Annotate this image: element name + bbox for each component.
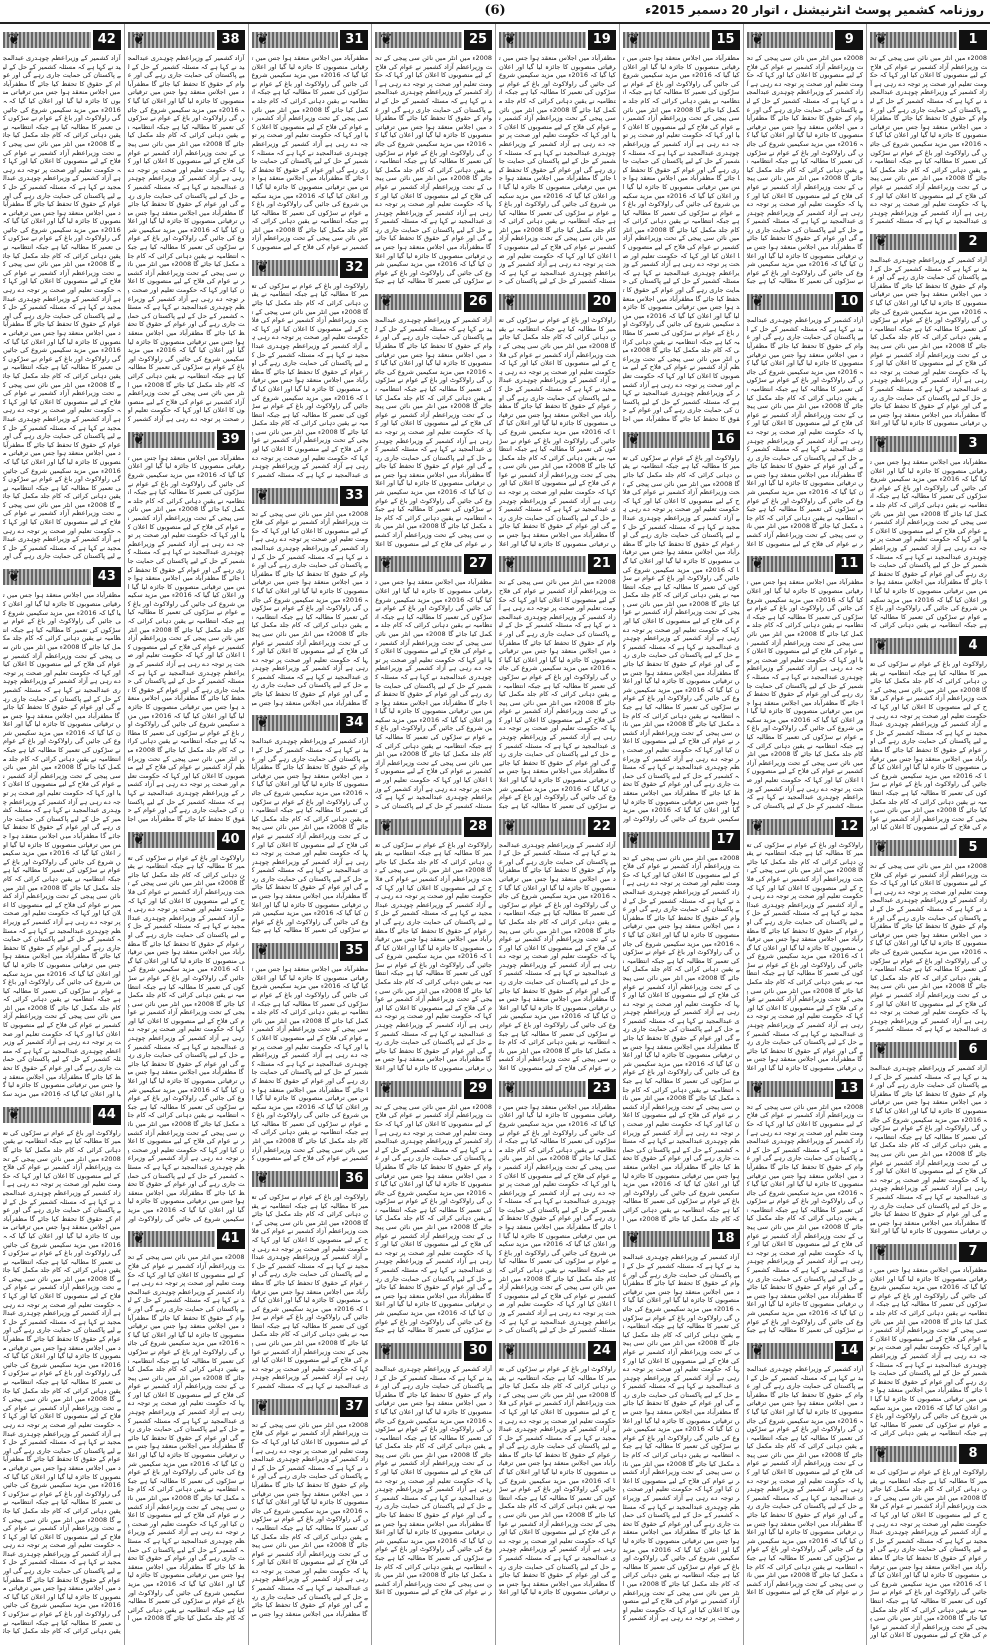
section-header	[623, 429, 740, 451]
section-number-badge: 23	[588, 1079, 616, 1099]
section-header	[747, 1078, 864, 1100]
section-header	[870, 1241, 987, 1263]
leaf-ornament-icon: ❦	[7, 30, 21, 48]
leaf-ornament-icon: ❦	[503, 292, 517, 311]
article-text: 2008ء میں انٹر میں نائن سی پیجی کے تحت وزیراعظم آزاد کشمیر نے عوام کی فلاح کے لیے منصوبوں کا اعلان کیا اور کہا کہ حکومت تعلیم اور صحت پر توجہ دے رہی ہے آزاد کشمیر کے وزیراعظم چوہدری عبدالمجید نے کہا ہے کہ مسئلہ کشمیر کے حل کے لیے پاکستان کی حمایت جاری رہے گی اور عوام کے حقوق کا تحفظ کیا جائے گا مظفرآباد میں اجلاس منعقد ہوا جس میں ترقیاتی منصوبوں کا جائزہ لیا گیا اور اعلان کیا گیا کہ 2016ء میں مزید سکیمیں شروع کی جائیں گی راولاکوٹ اور باغ کے عوام نے سڑکوں کی تعمیر کا مطالبہ کیا ہے جبکہ انتظامیہ نے یقین دہانی کرائی کہ کام جلد مکمل کیا جائے گا 2008ء میں انٹر میں نائن سی پیجی کے تحت وزیراعظم آزاد کشمیر نے عوام کی فلاح کے لیے منصوبوں کا اعلان کیا اور کہا کہ حکومت تعلیم اور صحت پر توجہ دے رہی ہے آزاد کشمیر کے وزیراعظم چوہدری عبدالمجید نے کہا ہے کہ مسئلہ کشمیر کے حل کے لیے پاکستان کی حمایت جاری رہے گی اور عوام کے حقوق کا تحفظ کیا جائے گا مظفرآباد میں اجلاس منعقد ہوا جس میں ترقیاتی منصوبوں کا جائزہ لیا گیا اور اعلان کیا گیا کہ 2016ء میں مزید سکیمیں شروع کی جائیں گی راولاکوٹ اور باغ کے عوام نے سڑکوں کی تعمیر کا مطالبہ کیا ہے جبک	[375, 54, 492, 286]
news-column-1	[866, 24, 990, 1645]
section-number-badge: 2	[959, 232, 987, 252]
section-number-badge: 3	[959, 434, 987, 454]
leaf-ornament-icon: ❦	[874, 636, 888, 654]
section-number-badge: 27	[464, 554, 492, 574]
section-header	[499, 816, 616, 838]
section-rule-bar	[252, 943, 339, 959]
leaf-ornament-icon: ❦	[503, 1078, 517, 1097]
section-number-badge: 38	[217, 30, 245, 50]
leaf-ornament-icon: ❦	[132, 829, 146, 848]
section-number-badge: 15	[712, 30, 740, 50]
section-number-badge: 4	[959, 636, 987, 656]
leaf-ornament-icon: ❦	[503, 816, 517, 835]
leaf-ornament-icon: ❦	[627, 1229, 641, 1248]
article-text: 2008ء میں انٹر میں نائن سی پیجی کے تحت وزیراعظم آزاد کشمیر نے عوام کی فلاح کے لیے منصوبوں کا اعلان کیا اور کہا کہ حکومت تعلیم اور صحت پر توجہ دے رہی ہے آزاد کشمیر کے وزیراعظم چوہدری عبدالمجید نے کہا ہے کہ مسئلہ کشمیر کے حل کے لیے پاکستان کی حمایت جاری رہے گی اور عوام کے حقوق کا تحفظ کیا جائے گا مظفرآباد میں اجلاس منعقد ہوا جس میں ترقیاتی منصوبوں کا جائزہ لیا گیا اور اعلان کیا گیا کہ 2016ء میں مزید سکیمیں شروع کی جائیں گی راولاکوٹ اور باغ کے عوام نے سڑکوں کی تعمیر کا مطالبہ کیا ہے جبکہ انتظامیہ نے یقین دہانی کرائی کہ کام جلد مکمل کیا جائے گا 2008ء میں انٹر میں نائن سی پیجی کے تحت وزیراعظم آزاد کشمیر نے عوام کی فلاح کے لیے منصوبوں کا اعلان کیا اور کہا کہ حکومت تعلیم اور صحت پر توجہ دے رہی ہے آزاد کشمیر کے وزیراعظم چوہدری عبدالمجید نے کہا ہے کہ مسئلہ کشمیر کے حل کے لیے پاکستان کی حمایت جاری رہے گی اور عوام کے حقوق کا تحفظ کیا جائے گا مظفرآباد میں اجلاس منعقد ہوا جس میں ترقیاتی منصوبوں کا جائزہ لیا گیا اور اعلان کیا گیا کہ 2016ء میں مزید سکیمیں شروع کی جائیں گی راولاکوٹ اور باغ کے عوام نے سڑکوں کی تعمیر کا مطالبہ کیا ہے جبکہ انتظامیہ نے یقین دہانی کرائی کہ کام جلد مکمل کیا جائے گا 2008ء میں انٹر میں نائن سی پیجی کے تحت وزیراعظم آزاد کشمیر نے عوام کی فلاح کے لیے منصوبوں کا اعلان کیا اور کہا کہ حکومت تعلیم اور صحت پر توجہ دے رہی ہے آزاد کشمیر کے وزیراعظم چوہدری عبدالمجید نے کہا ہے کہ مسئلہ کشمیر کے حل کے لیے پاکستان کی حمایت جاری رہے گی اور عوام کے حقوق کا تحفظ کیا جائے گا مظفرآباد میں اجلاس منعقد ہوا جس میں ترقیاتی منصوبوں کا جائزہ لیا گیا اور اعلان کیا گیا کہ 2016ء میں مزید سکیمیں شروع کی جائیں گی راولاکوٹ اور باغ کے عوام نے سڑکوں کی تعمیر کا مطالبہ کیا ہے جبکہ انتظامیہ نے یقین دہانی کرائی کہ کام جلد مکمل کیا جائے گا 2008ء میں ا	[622, 853, 740, 1223]
news-column-5	[371, 24, 495, 1645]
section-number-badge: 17	[712, 830, 740, 850]
section-header	[3, 29, 121, 51]
news-column-4	[495, 24, 619, 1645]
section-number-badge: 12	[835, 817, 863, 837]
section-rule-bar	[870, 1446, 957, 1462]
section-rule-bar	[3, 1104, 91, 1123]
section-rule-bar	[870, 1042, 957, 1058]
leaf-ornament-icon: ❦	[379, 816, 393, 835]
section-rule-bar	[375, 32, 462, 48]
article-text: آزاد کشمیر کے وزیراعظم چوہدری عبدالمجید نے کہا ہے کہ مسئلہ کشمیر کے حل کے لیے پاکستان کی حمایت جاری رہے گی اور عوام کے حقوق کا تحفظ کیا جائے گا مظفرآباد میں اجلاس منعقد ہوا جس میں ترقیاتی منصوبوں کا جائزہ لیا گیا اور اعلان کیا گیا کہ 2016ء میں مزید سکیمیں شروع کی جائیں گی راولاکوٹ اور باغ کے عوام نے سڑکوں کی تعمیر کا مطالبہ کیا ہے جبکہ انتظامیہ نے یقین دہانی کرائی کہ کام جلد مکمل کیا جائے گا 2008ء میں انٹر میں نائن سی پیجی کے تحت وزیراعظم آزاد کشمیر نے عوام کی فلاح کے لیے منصوبوں کا اعلان کیا اور کہا کہ حکومت تعلیم اور صحت پر توجہ دے رہی ہے آزاد کشمیر کے وزیراعظم چوہدری عبدالمجید نے کہا ہے کہ مسئلہ کشمیر کے حل کے لیے پاکستان کی حمایت جاری رہے گی اور عوام کے حقوق کا تحفظ کیا جائے گا مظفرآباد میں اجلاس منعقد ہوا جس میں ترقیاتی منصوبوں کا جائزہ لیا گیا اور اعلا	[870, 1064, 987, 1236]
section-rule-bar	[623, 429, 710, 448]
section-rule-bar	[3, 32, 91, 48]
section-rule-bar	[870, 1244, 957, 1260]
article-text: مظفرآباد میں اجلاس منعقد ہوا جس میں ترقیاتی منصوبوں کا جائزہ لیا گیا اور اعلان کیا گیا کہ 2016ء میں مزید سکیمیں شروع کی جائیں گی راولاکوٹ اور باغ کے عوام نے سڑکوں کی تعمیر کا مطالبہ کیا ہے جبکہ انتظامیہ نے یقین دہانی کرائی کہ کام جلد مکمل کیا جائے گا 2008ء میں انٹر میں نائن سی پیجی کے تحت وزیراعظم آزاد کشمیر نے عوام کی فلاح کے لیے منصوبوں کا اعلان کیا اور کہا کہ حکومت تعلیم اور صحت پر توجہ دے رہی ہے آزاد کشمیر کے وزیراعظم چوہدری عبدالمجید نے کہا ہے کہ مسئلہ کشمیر کے حل کے لیے پاکستان کی حمایت جاری رہے گی اور عوام کے حقوق کا تحفظ کیا جائے گا مظفرآباد میں اجلاس منعقد ہوا جس میں ترقیاتی منصوبوں کا جائزہ لیا گیا اور اعلان کیا گیا کہ 2016ء میں مزید سکیمیں شروع کی جائیں گی راولاکوٹ اور باغ کے عوام نے سڑکوں کی تعمیر کا مطالبہ کیا ہے جبکہ انتظامیہ نے یقین دہانی کرائی کہ کام جلد مکمل کیا جائے گا 2008ء میں انٹر میں نائن سی پیجی کے تحت وزیراعظم آزاد کشمیر نے عوام کی فلاح کے لیے منصوبوں کا اعلان کیا اور کہا کہ حکومت تعلیم اور صحت پر توجہ دے رہی ہے آزاد کشمیر کے وزیراعظم چوہدری عبدالمجید نے کہا ہے کہ مسئلہ کشمیر کے حل کے لیے پاکستان کی حمایت جاری رہے گی اور عوام کے حقوق کا تحفظ کیا جائے گا مظفرآباد میں اجلاس منعقد ہوا جس میں ترقیاتی منصوبوں کا جائزہ لیا گیا اور اعلان کیا گیا کہ 2016ء میں مزید سکیمیں شروع کی جائیں گی راولاکوٹ اور باغ کے عوام نے سڑکوں کی تعمیر کا مطالبہ کیا ہے جبکہ انتظامیہ نے یقین دہانی کرائی کہ کام جلد مکمل کیا جائے گا 2008ء میں انٹر میں نائن سی پیجی کے تحت وزیراعظم آزاد کشمیر نے عوام کی فلاح کے لیے منصوبوں کا اعلان کیا اور کہا کہ حکومت تعلیم اور صحت پر توجہ دے رہی ہے آزاد کشمیر کے وزیراعظم چوہدری عبدالمجید نے کہا ہے کہ مسئلہ کشمیر کے حل کے لیے پاکستان کی حمایت جاری رہے گی اور عوام کے حقوق کا تحفظ کیا جائے گا مظفرآباد میں اجل	[622, 54, 740, 423]
section-rule-bar	[375, 1078, 462, 1097]
section-number-badge: 18	[712, 1229, 740, 1249]
section-header	[252, 1168, 369, 1190]
page-header	[0, 0, 990, 24]
article-text: آزاد کشمیر کے وزیراعظم چوہدری عبدالمجید نے کہا ہے کہ مسئلہ کشمیر کے حل کے لیے پاکستان کی حمایت جاری رہے گی اور عوام کے حقوق کا تحفظ کیا جائے گا مظفرآباد میں اجلاس منعقد ہوا جس میں ترقیاتی منصوبوں کا جائزہ لیا گیا اور اعلان کیا گیا کہ 2016ء میں مزید سکیمیں شروع کی جائیں گی راولاکوٹ اور باغ کے عوام نے سڑکوں کی تعمیر کا مطالبہ کیا ہے جبکہ انتظامیہ نے یقین دہانی کرائی کہ کام جلد مکمل کیا جائے گا 2008ء میں انٹر میں نائن سی پیجی کے تحت وزیراعظم آزاد کشمیر نے عوام کی فلاح کے لیے منصوبوں کا اعلان کیا اور کہا کہ حکومت تعلیم اور صحت پر توجہ دے رہی ہے آزاد کشمیر کے وزیراعظم چوہدری عبدالمجید نے کہا ہے کہ مسئلہ کشمیر کے حل کے لیے پاکستان کی حمایت جاری رہے گی اور عوام کے حقوق کا تحفظ کیا جائے گا مظفرآباد میں اجلاس منعقد ہوا جس میں ترقیاتی منصوبوں کا جائزہ لیا گیا اور اعلان کیا گیا کہ 2016ء میں مزید سکیمیں شروع کی جائیں گی راولاکوٹ اور باغ کے عوام نے سڑکوں کی تعمیر کا مطالبہ کیا ہے جبکہ انتظامیہ نے یقین دہانی کرائی کہ کام جلد مکمل کیا جائے گا 2008ء میں انٹر میں نائن سی پیجی کے تحت وزیراعظم آزاد کشمیر نے عوام کی فلاح کے لیے منصوبوں کا اعلا	[746, 1364, 864, 1597]
section-header	[499, 1078, 616, 1100]
section-number-badge: 37	[340, 1397, 368, 1417]
section-number-badge: 13	[835, 1079, 863, 1099]
section-header	[3, 566, 121, 588]
page-number: (6)	[484, 3, 506, 18]
section-header	[128, 429, 245, 451]
article-text: راولاکوٹ اور باغ کے عوام نے سڑکوں کی تعمیر کا مطالبہ کیا ہے جبکہ انتظامیہ نے یقین دہانی کرائی کہ کام جلد مکمل کیا جائے گا 2008ء میں انٹر میں نائن سی پیجی کے تحت وزیراعظم آزاد کشمیر نے عوام کی فلاح کے لیے منصوبوں کا اعلان کیا اور کہا کہ حکومت تعلیم اور صحت پر توجہ دے رہی ہے آزاد کشمیر کے وزیراعظم چوہدری عبدالمجید نے کہا ہے کہ مسئلہ کشمیر کے حل کے لیے پاکستان کی حمایت جاری رہے گی اور عوام کے حقوق کا تحفظ کیا جائے گا مظفرآباد میں اجلاس منعقد ہوا جس میں ترقیاتی منصوبوں کا جائزہ لیا گیا اور اعلان کیا گیا کہ 2016ء میں مزید سکیمیں شروع کی جائیں گی راولاکوٹ اور باغ کے عوام نے سڑکوں کی تعمیر کا مطالبہ کیا ہے جبکہ انتظامیہ نے یقین دہانی کرائی کہ کام جلد مکمل کیا جائے گا 2008ء میں انٹر میں نائن سی پیجی کے تحت وزیراعظم آزاد کشمیر نے عوام کی فلاح کے لیے منصوبوں کا اعلان کیا اور کہا کہ حکومت تعلیم اور صحت پر توجہ دے رہی ہے آزاد کشمیر کے وزیراعظم چوہدری عبدالمجید نے کہا ہے کہ مسئلہ کشمیر کے حل کے لیے پاکستان کی حمایت جاری رہے گی اور عوام کے حقوق کا تحفظ کیا جائے گا مظفرآباد میں اجلاس منعقد ہوا جس میں ترقیاتی منصوبوں کا جائزہ لیا گیا اور اعلان کیا گیا کہ 2016ء میں مزید سکیمیں شروع کی جائیں گی راولاکوٹ اور باغ کے عوام نے سڑکوں کی تعمیر کا مطالبہ کیا ہے جبکہ انتظامیہ نے یقین دہانی کرائی کہ کام جلد مکمل کیا جائے گا 2008ء میں انٹر میں نائن سی پیجی کے تحت وزیراعظم آزاد کشمیر نے عوام کی فلاح کے لیے منصوبوں کا اعلان کیا اور کہا کہ حکومت تعلیم اور صحت پر توجہ دے رہی ہے آزاد کشمیر کے وزیراعظم چوہدری عبدالمجید نے کہا ہے کہ مسئلہ کشمیر کے حل کے لیے پاکستان کی حمایت جاری رہے گی اور عوام کے حقوق کا تحفظ کیا جائے گا مظفرآباد میں اجلاس منعقد ہوا جس میں ترقیاتی منصوبوں کا جائزہ لیا گیا اور اعلان کیا گیا کہ 2016ء میں مزید سکیمیں شروع کی جائیں گی راولاکوٹ اور باغ کے عوام نے سڑکوں کی تعمیر کا مطالبہ کیا ہے جبکہ انتظامیہ نے یقین دہانی کرائی کہ کام جلد مکمل کیا جائے گا 2008ء میں انٹر میں نائن سی پیجی کے تحت وزیراعظم آزاد کشمیر نے عوام کی فلاح کے لیے منصوبوں کا اعلان کیا اور کہا کہ حکومت تعلیم اور صحت پر توجہ دے رہی ہے آزاد کشمیر کے وزیراعظم چوہدری عبدالمجید نے کہا ہے کہ مسئلہ کشمیر کے حل کے لیے پاکستان کی حمایت جاری رہے گی اور عوام کے حقوق کا تحفظ کیا جائے گا مظفرآباد میں اجلاس منعقد ہوا جس میں ترقیاتی منصوبوں کا جائزہ لیا گیا اور اعلان کیا گیا کہ 2016ء میں مزید سکیمیں شروع کی جائیں گی راولاکوٹ اور باغ کے عوام نے سڑکوں کی تعمیر کا مطالبہ کیا ہے جبکہ انتظامیہ نے یقین دہانی کرائی کہ کام جلد مکمل کیا جائ	[3, 1128, 121, 1636]
leaf-ornament-icon: ❦	[7, 567, 21, 586]
section-header	[252, 485, 369, 507]
news-column-3	[619, 24, 743, 1645]
section-rule-bar	[747, 1078, 834, 1097]
section-number-badge: 5	[959, 838, 987, 858]
article-text: 2008ء میں انٹر میں نائن سی پیجی کے تحت وزیراعظم آزاد کشمیر نے عوام کی فلاح کے لیے منصوبوں کا اعلان کیا اور کہا کہ حکومت تعلیم اور صحت پر توجہ دے رہی ہے آزاد کشمیر کے وزیراعظم چوہدری عبدالمجید نے کہا ہے کہ مسئلہ کشمیر کے حل کے لیے پاکستان کی حمایت جاری رہے گی اور عوام کے حقوق کا تحفظ کیا جائے گا مظفرآباد میں اجلاس منعقد ہوا جس میں ترقیاتی منصوبوں کا جائزہ لیا گیا اور اعلان کیا گیا کہ 2016ء میں مزید سکیمیں شروع کی جائیں گی راولاکوٹ اور باغ کے عوام نے سڑکوں کی تعمیر کا مطالبہ کیا ہے جبکہ انتظامیہ نے یقین دہانی کرائی کہ کام جلد مکمل کیا جائے گا 2008ء میں انٹر میں نائن سی پیجی کے تحت وزیراعظم آزاد کشمیر نے عوام کی فلاح کے لیے منصوبوں کا اعلان کیا اور کہا کہ حکومت تعلیم اور صحت پر توجہ دے رہی ہے آزاد کشمیر کے وزیراعظم چوہدری عبدالمجید نے کہا ہے کہ مسئلہ کشمیر کے حل کے لیے پاکستان کی حمایت جاری رہے گی اور عوام کے حقوق کا تحفظ کیا جائے گا مظفرآباد میں اجلاس منعقد ہوا جس می	[251, 509, 369, 707]
article-text: 2008ء میں انٹر میں نائن سی پیجی کے تحت وزیراعظم آزاد کشمیر نے عوام کی فلاح کے لیے منصوبوں کا اعلان کیا اور کہا کہ حکومت تعلیم اور صحت پر توجہ دے رہی ہے آزاد کشمیر کے وزیراعظم چوہدری عبدالمجید نے کہا ہے کہ مسئلہ کشمیر کے حل کے لیے پاکستان کی حمایت جاری رہے گی اور عوام کے حقوق کا تحفظ کیا جائے گا مظفرآباد میں اجلاس منعقد ہوا جس میں ترقیاتی منصوبوں کا جائزہ لیا گیا اور اعلان کیا گیا کہ 2016ء میں مزید سکیمیں شروع کی جائیں گی راولاکوٹ اور باغ کے عوام نے سڑکوں کی تعمیر کا مطالبہ کیا ہے جبکہ انتظامیہ نے یقین دہانی کرائی کہ کام جلد مکمل کیا جائے گا 2008ء میں انٹر میں نائن سی پیجی کے تحت وزیراعظم آزاد کشمیر نے عوام کی فلاح کے لیے منصوبوں کا اعلان کیا اور کہا کہ حکومت تعلیم اور صحت پر توجہ دے رہی ہے آزاد کشمیر کے وزیراعظم چوہدری عبدالمجید نے کہا ہے کہ مسئلہ کشمیر کے حل کے لیے پاکستان کی حمایت جاری رہے گی اور عوام کے حقوق کا تحفظ کیا جائے گا مظفرآباد میں اجلاس منعقد ہوا جس میں ترقیاتی منصوبوں کا جائزہ لیا گیا اور اعلان کیا گیا کہ 2016ء میں مزید سکیمیں شروع کی جائیں گی راولاکوٹ اور باغ کے عوام نے سڑکوں کی تعمیر کا مطالبہ کیا ہے جبکہ انتظامیہ نے یقین دہانی کرائی کہ کام جلد مکمل کیا جائے گا 2008ء میں انٹر میں نائن سی پیجی کے تحت وزیراعظم آزاد کشمیر نے عوام کی فلاح کے لیے منصوبوں کا اعلان کیا اور کہا کہ حکومت تعلیم اور صحت پر توجہ دے رہی ہے آزاد کشمیر کے وزیراعظم چوہدری عبدالمجید نے کہا ہے کہ مسئلہ کشمیر کے حل کے لیے پاکستان کی حمایت جاری رہے گی اور عوام کے حقوق کا تحفظ کیا جائے گا مظفرآباد میں اجلاس منعقد ہوا جس میں ترقیاتی منصوبوں کا جائزہ لیا گیا اور اعلان کیا گیا کہ 2016ء میں مزید سکیمیں شروع کی جائیں گی راولاکوٹ اور باغ کے عوام نے سڑکوں کی تعمیر کا مطالبہ کیا ہے جبکہ انتظامیہ نے یقین دہانی کرائی کہ کام جلد مکمل کیا جائے گا 2008ء میں ا	[127, 1253, 245, 1623]
section-rule-bar	[252, 485, 339, 504]
leaf-ornament-icon: ❦	[379, 1078, 393, 1097]
news-column-8	[0, 24, 124, 1645]
leaf-ornament-icon: ❦	[627, 829, 641, 848]
section-number-badge: 20	[588, 292, 616, 312]
section-header	[747, 553, 864, 575]
news-column-7	[124, 24, 248, 1645]
section-number-badge: 24	[588, 1341, 616, 1361]
leaf-ornament-icon: ❦	[874, 434, 888, 452]
article-text: مظفرآباد میں اجلاس منعقد ہوا جس میں ترقیاتی منصوبوں کا جائزہ لیا گیا اور اعلان کیا گیا کہ 2016ء میں مزید سکیمیں شروع کی جائیں گی راولاکوٹ اور باغ کے عوام نے سڑکوں کی تعمیر کا مطالبہ کیا ہے جبکہ انتظامیہ نے یقین دہانی کرائی کہ کام جلد مکمل کیا جائے گا 2008ء میں انٹر میں نائن سی پیجی کے تحت وزیراعظم آزاد کشمیر نے عوام کی فلاح کے لیے منصوبوں کا اعلان کیا اور کہا کہ حکومت تعلیم اور صحت پر توجہ دے رہی ہے آزاد کشمیر کے وزیراعظم چوہدری عبدالمجید نے کہا ہے کہ مسئلہ کشمیر کے حل کے لیے پاکستان کی حمایت جاری رہے گی اور عوام کے حقوق کا تحفظ کیا جائے گا مظفرآباد میں اجلاس منعقد ہوا جس میں ترقیاتی منصوبوں کا جائزہ لیا گیا اور اعلان کیا گیا کہ 2016ء میں مزید سکیمیں شروع کی جائیں گی راولاکوٹ اور باغ کے عوام نے سڑکوں کی تعمیر کا مطالبہ کیا ہے جبکہ انتظامیہ نے یقین دہانی کرائی کہ کام جلد مکمل کیا جائے گا 2008ء میں انٹر میں نائن سی پیجی کے تحت وزیراعظم آزاد کشمیر نے عوام کی فلاح کے لیے منصوبوں کا اعلان کیا اور کہا کہ حکومت تعلیم اور صحت پر توجہ دے رہی ہے آزاد کشمیر کے وزیراعظم چوہدری عبدالمجید نے کہا ہے کہ مسئلہ کشمیر کے حل کے لیے پاکستان کی ح	[746, 578, 864, 810]
article-text: راولاکوٹ اور باغ کے عوام نے سڑکوں کی تعمیر کا مطالبہ کیا ہے جبکہ انتظامیہ نے یقین دہانی کرائی کہ کام جلد مکمل کیا جائے گا 2008ء میں انٹر میں نائن سی پیجی کے تحت وزیراعظم آزاد کشمیر نے عوام کی فلاح کے لیے منصوبوں کا اعلان کیا اور کہا کہ حکومت تعلیم اور صحت پر توجہ دے رہی ہے آزاد کشمیر کے وزیراعظم چوہدری عبدالمجید نے کہا ہے کہ مسئلہ کشمیر کے حل کے لیے پاکستان کی حمایت جاری رہے گی اور عوام کے حقوق کا تحفظ کیا جائے گا مظفرآباد میں اجلاس منعقد ہوا جس میں ترقیاتی منصوبوں کا جائزہ لیا گیا اور اعلان کیا گیا کہ 2016ء میں مزید سکیمیں شروع کی جائیں گی راولاکوٹ اور باغ کے عوام نے سڑکوں کی تعمیر کا مطالبہ کیا ہے جبکہ انتظامیہ نے یقین دہانی کرائی کہ کام جلد مکمل کیا جائے گا 2008ء میں انٹر میں نائن سی پیجی کے تحت وزیراعظم آزاد کشمیر نے عوام کی فلاح کے لیے منصوبوں کا اعلان کیا اور کہا کہ حکومت تعلیم اور صحت پر توجہ دے رہی ہے آزاد کشمیر کے وزیراعظم چوہدری عبدالمجید نے کہا ہے کہ مسئلہ کشمیر کے حل کے لیے پاکستان کی حمایت جاری رہے گی اور عوام کے حقوق کا تحفظ کیا جائے گا مظفرآباد میں اجلاس منعقد ہوا جس میں ترقیاتی منصوبوں کا جائزہ لیا گیا اور اعلان کیا گیا کہ 2016ء میں مزید سکیمیں شروع کی جائیں گی راولاکوٹ اور باغ کے عوام نے سڑکوں کی تعمیر کا مطالبہ کیا ہے جبکہ انتظامیہ نے یقین دہانی کرائی کہ کام جلد مکمل کیا جائے گا 2008ء میں انٹر میں نائن سی پیجی کے تحت وزیراعظم آزاد کشمیر نے عوام کی فلاح کے لیے منصوبوں کا اعلان کیا اور کہا کہ حکومت تعلیم اور صحت پر توجہ دے رہی ہے آزاد کشمیر کے وزیراعظم چوہدری عبدالمجید نے کہا ہے کہ مسئلہ کشمیر کے حل کے لیے پاکستان کی حمایت جاری رہے گی اور عوام کے حقوق کا تحفظ کیا جائے گا مظفرآباد میں اجلاس منعقد ہوا جس میں ترقیاتی منصوبوں کا جائزہ لیا گیا اور اعلان کیا گیا کہ 2016ء میں مزید سکیمیں شروع کی جائیں گی راولاکوٹ اور	[127, 853, 245, 1223]
leaf-ornament-icon: ❦	[256, 941, 269, 960]
section-header	[499, 1340, 616, 1362]
article-text: راولاکوٹ اور باغ کے عوام نے سڑکوں کی تعمیر کا مطالبہ کیا ہے جبکہ انتظامیہ نے یقین دہانی کرائی کہ کام جلد مکمل کیا جائے گا 2008ء میں انٹر میں نائن سی پیجی کے تحت وزیراعظم آزاد کشمیر نے عوام کی فلاح کے لیے منصوبوں کا اعلان کیا اور کہا کہ حکومت تعلیم اور صحت پر توجہ دے رہی ہے آزاد کشمیر کے وزیراعظم چوہدری عبدالمجید نے کہا ہے کہ مسئلہ کشمیر کے حل کے لیے پاکستان کی حمایت جاری رہے گی اور عوام کے حقوق کا تحفظ کیا جائے گا مظفرآباد میں اجلاس منعقد ہوا جس میں ترقیاتی منصوبوں کا جائزہ لیا گیا اور اعلان کیا گیا کہ 2016ء میں مزید سکیمیں شروع کی جائیں گی راولاکوٹ اور باغ کے عوام نے سڑکوں کی تعمیر کا مطالبہ کیا ہے جبکہ انتظامیہ نے یقین دہانی کرائی کہ کام جلد مکمل کیا جائے گا 2008ء میں انٹر میں نائن سی پیجی کے تحت وزیراعظم آزاد کشمیر نے عوام کی فلاح کے لیے منصوبوں کا اعلان کیا اور کہا کہ حکومت تعلیم اور صحت پر توجہ دے رہی ہے آزاد کشمیر کے وزیراعظم چوہدری عبدالمجید نے کہا ہے کہ مسئلہ کشمیر کے حل کے لیے پاکستان کی حمایت جاری رہے گی اور عوام کے حقوق کا تحفظ کیا جائے گا مظفرآباد میں اجلاس منعقد ہوا جس میں ترقیاتی منصوبوں کا جائزہ لیا گیا اور اعلا	[375, 840, 492, 1072]
article-text: 2008ء میں انٹر میں نائن سی پیجی کے تحت وزیراعظم آزاد کشمیر نے عوام کی فلاح کے لیے منصوبوں کا اعلان کیا اور کہا کہ حکومت تعلیم اور صحت پر توجہ دے رہی ہے آزاد کشمیر کے وزیراعظم چوہدری عبدالمجید نے کہا ہے کہ مسئلہ کشمیر کے حل کے لیے پاکستان کی حمایت جاری رہے گی اور عوام کے حقوق کا تحفظ کیا جائے گا مظفرآباد میں اجلاس منعقد ہوا جس میں ترقیاتی منصوبوں کا جائزہ لیا گیا اور اعلان کیا گیا کہ 2016ء میں مزید سکیمیں شروع کی جائیں گی راولاکوٹ اور باغ کے عوام نے سڑکوں کی تعمیر کا مطالبہ کیا ہے جبکہ انتظامیہ نے یقین دہانی کرائی کہ کام جلد مکمل کیا جائے گا 2008ء میں انٹر میں نائن سی پیجی کے تحت وزیراعظم آزاد کشمیر نے عوام کی فلاح کے لیے منصوبوں کا اعلان کیا اور کہا کہ حکومت تعلیم اور صحت پر توجہ دے رہی ہے آزاد کشمیر کے وزیراعظم چوہدری عبدالمجید نے کہا ہے کہ مسئلہ کشمیر ک	[870, 54, 987, 226]
section-number-badge: 32	[340, 258, 368, 278]
section-header	[747, 816, 864, 838]
leaf-ornament-icon: ❦	[874, 1040, 888, 1058]
article-text: مظفرآباد میں اجلاس منعقد ہوا جس میں ترقیاتی منصوبوں کا جائزہ لیا گیا اور اعلان کیا گیا کہ 2016ء میں مزید سکیمیں شروع کی جائیں گی راولاکوٹ اور باغ کے عوام نے سڑکوں کی تعمیر کا مطالبہ کیا ہے جبکہ انتظامیہ نے یقین دہانی کرائی کہ کام جلد مکمل کیا جائے گا 2008ء میں انٹر میں نائن سی پیجی کے تحت وزیراعظم آزاد کشمیر نے عوام کی فلاح کے لیے منصوبوں کا اعلان کیا اور کہا کہ حکومت تعلیم اور صحت پر توجہ دے رہی ہے آزاد کشمیر کے وزیراعظم چوہدری عبدالمجید نے کہا ہے کہ مسئلہ کشمیر کے حل کے لیے پاکستان کی حمایت جاری رہے گی اور عوام کے حقوق کا تحفظ کیا جائے گا مظفرآباد میں اجلاس منعقد ہوا جس میں ترقیاتی منصوبوں کا جائزہ لیا گیا اور اعلان کیا گیا کہ 2016ء میں مزید سکیمیں شروع کی جائیں گی راولاکوٹ اور باغ کے عوام نے سڑکوں کی تعمیر کا مطالبہ کیا ہے جبکہ انتظامیہ نے یقین دہانی کرائی کہ کام جلد مکمل کیا جائے گا 2008ء میں انٹر میں نائن سی پیجی کے تحت وزیراعظم آزاد کشمیر نے عوام کی فلاح کے لیے منصوبوں ک	[251, 965, 369, 1163]
section-header	[252, 1396, 369, 1418]
section-number-badge: 44	[93, 1105, 121, 1125]
section-number-badge: 31	[340, 30, 368, 50]
article-text: 2008ء میں انٹر میں نائن سی پیجی کے تحت وزیراعظم آزاد کشمیر نے عوام کی فلاح کے لیے منصوبوں کا اعلان کیا اور کہا کہ حکومت تعلیم اور صحت پر توجہ دے رہی ہے آزاد کشمیر کے وزیراعظم چوہدری عبدالمجید نے کہا ہے کہ مسئلہ کشمیر کے حل کے لیے پاکستان کی حمایت جاری رہے گی اور عوام کے حقوق کا تحفظ کیا جائے گا مظفرآباد میں اجلاس منعقد ہوا جس میں ترقیاتی منصوبوں کا جائزہ لیا گیا اور اعلان کیا گیا کہ 2016ء میں مزید سکیمیں شروع کی جائیں گی راولاکوٹ اور باغ کے عوام نے سڑکوں کی تعمیر کا مطالبہ کیا ہے جبکہ انتظامیہ نے یقین دہانی کرائی کہ کام جلد مکمل کیا جائے گا 2008ء میں انٹر میں نائن سی پیجی کے تحت وزیراعظم آزاد کشمیر نے عوام کی فلاح کے لیے منصوبوں کا اعلان کیا اور کہا کہ حکومت تعلیم اور صحت پر توجہ دے رہی ہے آزاد کشمیر کے وزیراعظم چوہدری عبدالمجید نے کہا ہے کہ مسئلہ کشمیر کے حل کے لیے پاکستان کی حمایت جاری رہے گی اور عوام کے حقوق کا تحفظ کیا جائے گا مظفرآباد میں اجلاس منعقد ہوا جس میں ترقیاتی منصوبوں کا جائزہ لیا گیا اور اعلان کیا گیا کہ 2016ء میں مزید سکیمیں شروع کی جائیں گی راولاکوٹ اور باغ کے عوام نے سڑکوں کی تعمیر کا مطالبہ کیا ہے جبک	[746, 1102, 864, 1335]
leaf-ornament-icon: ❦	[751, 292, 764, 311]
section-number-badge: 19	[588, 30, 616, 50]
section-header	[252, 940, 369, 962]
section-header	[128, 1228, 245, 1250]
section-rule-bar	[870, 234, 957, 250]
article-text: راولاکوٹ اور باغ کے عوام نے سڑکوں کی تعمیر کا مطالبہ کیا ہے جبکہ انتظامیہ نے یقین دہانی کرائی کہ کام جلد مکمل کیا جائے گا 2008ء میں انٹر میں نائن سی پیجی کے تحت وزیراعظم آزاد کشمیر نے عوام کی فلاح کے لیے منصوبوں کا اعلان کیا اور کہا کہ حکومت تعلیم اور صحت پر توجہ دے رہی ہے آزاد کشمیر کے وزیراعظم چوہدری عبدالمجید نے کہا ہے کہ مسئلہ کشمیر کے حل کے لیے پاکستان کی حمایت جاری رہے گی اور عوام کے حقوق کا تحفظ کیا جائے گا مظفرآباد میں اجلاس منعقد ہوا جس میں ترقیاتی منصوبوں کا جائزہ لیا گیا اور اعلان کیا گیا کہ 2016ء میں مزید سکیمیں شروع کی جائیں گی راولاکوٹ اور باغ کے عوام نے سڑکوں کی تعمیر کا مطالبہ کیا ہے جبکہ انتظامیہ نے یقین دہانی کرائی کہ کام جلد مکمل کیا جائے گا 2008ء میں انٹر میں نائن سی پیجی کے تحت وزیراعظم آزاد کشمیر نے عوام کی فلاح کے لیے منصوبوں کا اعلان کیا اور کہا کہ حکومت تعلیم اور صحت پر توجہ دے رہی ہے آزاد کشمیر کے وزیراعظم چوہدری عبدالمجید نے کہا ہے کہ مسئلہ کشمیر کے حل کے لیے پاکستان کی حمایت جاری رہے گی اور عوام کے حقوق کا تحفظ کیا جائے گا مظفرآباد میں اجلاس منعقد ہوا جس میں ترقیاتی منصوبوں کا جائزہ لیا گیا اور اعلا	[746, 840, 864, 1072]
leaf-ornament-icon: ❦	[256, 1396, 269, 1415]
section-rule-bar	[375, 816, 462, 835]
leaf-ornament-icon: ❦	[874, 1444, 888, 1462]
section-header	[623, 829, 740, 851]
article-text: مظفرآباد میں اجلاس منعقد ہوا جس میں ترقیاتی منصوبوں کا جائزہ لیا گیا اور اعلان کیا گیا کہ 2016ء میں مزید سکیمیں شروع کی جائیں گی راولاکوٹ اور باغ کے عوام نے سڑکوں کی تعمیر کا مطالبہ کیا ہے جبکہ انتظامیہ نے یقین دہانی کرائی کہ کام جلد مکمل کیا جائے گا 2008ء میں انٹر میں نائن سی پیجی کے تحت وزیراعظم آزاد کشمیر نے عوام کی فلاح کے لیے منصوبوں کا اعلان کیا اور کہا کہ حکومت تعلیم اور صحت پر توجہ دے رہی ہے آزاد کشمیر کے وزیراعظم چوہدری عبدالمجید نے کہا ہے کہ مسئلہ کشمیر کے حل کے لیے پاکستان کی حمایت جاری رہے گی اور عوام کے حقوق کا تحفظ کیا جائے گا مظفرآباد میں اجلاس منعقد ہوا جس میں ترقیاتی منصوبوں کا جائزہ لیا گیا اور اعلان کیا گیا کہ 2016ء میں مزید سکیمیں شروع کی جائیں گی راولاکوٹ اور باغ کے عوام نے سڑکوں کی تعمیر کا مطالبہ کیا ہے جبکہ انتظامیہ نے یقین دہانی کرائی کہ کام جلد مکمل کیا جائے گا 2008ء میں انٹر میں نائن سی پیجی کے تحت وزیراعظم آزاد کشمیر نے عوام کی فلاح کے لیے منصوبوں کا اعلان کیا اور کہا کہ حکومت تعلیم اور صحت پر توجہ دے رہی ہے آزاد کشمیر کے وزیراعظم چوہدری عبدالمجید نے کہا ہے کہ مسئلہ کشمیر کے حل کے لیے پاکستان کی حمایت جاری رہے گی اور عوام کے حقوق کا تحفظ کیا جائے گا مظفرآباد میں اجلاس منعقد ہوا جس میں ترقیاتی منصوبوں کا جائزہ لیا گیا اور اعلان کیا گیا کہ 2016ء میں مزید سکیمیں شروع کی جائیں گی راولاکوٹ اور باغ کے عوام نے سڑکوں کی تعمیر کا مطالبہ کیا ہے جبکہ انتظامیہ نے یقین دہانی کرائی کہ کام جلد مکمل کیا جائے گا 2008ء میں انٹر میں نائن سی پیجی کے تحت وزیراعظم آزاد کشمیر نے عوام کی فلاح کے لیے منصوبوں کا اعلان کیا اور کہا کہ حکومت تعلیم اور صحت پر توجہ دے رہی ہے آزاد کشمیر کے وزیراعظم چوہدری عبدالمجید نے کہا ہے کہ مسئلہ کشمیر کے حل کے لیے پاکستان کی حمایت جاری رہے گی اور عوام کے حقوق کا تحفظ کیا جائے گا مظفرآباد میں اجل	[127, 453, 245, 823]
section-number-badge: 39	[217, 430, 245, 450]
section-header	[252, 712, 369, 734]
section-rule-bar	[499, 1078, 586, 1097]
section-number-badge: 6	[959, 1040, 987, 1060]
section-rule-bar	[623, 32, 710, 48]
leaf-ornament-icon: ❦	[132, 1229, 146, 1248]
leaf-ornament-icon: ❦	[751, 816, 764, 835]
section-header	[375, 291, 492, 313]
article-text: راولاکوٹ اور باغ کے عوام نے سڑکوں کی تعمیر کا مطالبہ کیا ہے جبکہ انتظامیہ نے یقین دہانی کرائی کہ کام جلد مکمل کیا جائے گا 2008ء میں انٹر میں نائن سی پیجی کے تحت وزیراعظم آزاد کشمیر نے عوام کی فلاح کے لیے منصوبوں کا اعلان کیا اور کہا کہ حکومت تعلیم اور صحت پر توجہ دے رہی ہے آزاد کشمیر کے وزیراعظم چوہدری عبدالمجید نے کہا ہے کہ مسئلہ کشمیر کے حل کے لیے پاکستان کی حمایت جاری رہے گی اور عوام کے حقوق کا تحفظ کیا جائے گا مظفرآباد میں اجلاس منعقد ہوا جس میں ترقیاتی منصوبوں کا جائزہ لیا گیا اور اعلان کیا گیا کہ 2016ء میں مزید سکیمیں شروع کی جائیں گی راولاکوٹ اور باغ کے عوام نے سڑکوں کی تعمیر کا مطالبہ کیا ہے جبکہ انتظامیہ نے یقین دہانی کرائی کہ کام جلد مکمل کیا جائے گا 2008ء میں انٹر میں نائن سی پیجی کے تحت وزیراعظم آزاد کشمیر نے عوام کی فلاح کے لیے منصوبوں کا اعلان کیا اور کہا کہ حکومت تعلیم اور صحت پر توجہ دے رہی ہے آزاد کشمیر کے وزیراعظم چوہدری عبدالمجید نے کہا ہے کہ مسئلہ کشمیر ک	[251, 1192, 369, 1391]
article-text: 2008ء میں انٹر میں نائن سی پیجی کے تحت وزیراعظم آزاد کشمیر نے عوام کی فلاح کے لیے منصوبوں کا اعلان کیا اور کہا کہ حکومت تعلیم اور صحت پر توجہ دے رہی ہے آزاد کشمیر کے وزیراعظم چوہدری عبدالمجید نے کہا ہے کہ مسئلہ کشمیر کے حل کے لیے پاکستان کی حمایت جاری رہے گی اور عوام کے حقوق کا تحفظ کیا جائے گا مظفرآباد میں اجلاس منعقد ہوا جس میں ترقیاتی منصوبوں کا جائزہ لیا گیا اور اعلان کیا گیا کہ 2016ء میں مزید سکیمیں شروع کی جائیں گی راولاکوٹ اور باغ کے عوام نے سڑکوں کی تعمیر کا مطالبہ کیا ہے جبکہ انتظامیہ نے یقین دہانی کرائی کہ کام جلد مکمل کیا جائے گا 2008ء میں انٹر میں نائن سی پیجی کے تحت وزیراعظم آزاد کشمیر نے عوام کی فلاح کے لیے منصوبوں کا اعلان کیا اور کہا کہ حکومت تعلیم اور صحت پر توجہ دے رہی ہے آزاد کشمیر کے وزیراعظم چوہدری عبدالمجید نے کہا ہے کہ مسئلہ کشمیر کے حل کے لیے پاکستان کی حمایت جاری رہے گی اور عوام کے حقوق کا تحفظ کیا جائے گا مظفرآباد میں اجلاس منعقد ہوا جس می	[251, 1420, 369, 1618]
article-text: آزاد کشمیر کے وزیراعظم چوہدری عبدالمجید نے کہا ہے کہ مسئلہ کشمیر کے حل کے لیے پاکستان کی حمایت جاری رہے گی اور عوام کے حقوق کا تحفظ کیا جائے گا مظفرآباد میں اجلاس منعقد ہوا جس میں ترقیاتی منصوبوں کا جائزہ لیا گیا اور اعلان کیا گیا کہ 2016ء میں مزید سکیمیں شروع کی جائیں گی راولاکوٹ اور باغ کے عوام نے سڑکوں کی تعمیر کا مطالبہ کیا ہے جبکہ انتظامیہ نے یقین دہانی کرائی کہ کام جلد مکمل کیا جائے گا 2008ء میں انٹر میں نائن سی پیجی کے تحت وزیراعظم آزاد کشمیر نے عوام کی فلاح کے لیے منصوبوں کا اعلان کیا اور کہا کہ حکومت تعلیم اور صحت پر توجہ دے رہی ہے آزاد کشمیر کے وزیراعظم چوہدری عبدالمجید نے کہا ہے کہ مسئلہ کشمیر کے حل کے لیے پاکستان کی حمایت جاری رہے گی اور عوام کے حقوق کا تحفظ کیا جائے گا مظفرآباد میں اجلاس منعقد ہوا جس میں ترقیاتی منصوبوں کا جائزہ لیا گیا اور اعلان کیا گیا کہ 2016ء میں مزید سکیمیں شروع کی جائیں گی راولاکوٹ اور باغ کے عوام نے سڑکوں کی تعمیر کا مطالبہ کیا ہے جبک	[251, 737, 369, 935]
section-number-badge: 26	[464, 292, 492, 312]
leaf-ornament-icon: ❦	[379, 30, 393, 48]
section-rule-bar	[870, 436, 957, 452]
article-text: آزاد کشمیر کے وزیراعظم چوہدری عبدالمجید نے کہا ہے کہ مسئلہ کشمیر کے حل کے لیے پاکستان کی حمایت جاری رہے گی اور عوام کے حقوق کا تحفظ کیا جائے گا مظفرآباد میں اجلاس منعقد ہوا جس میں ترقیاتی منصوبوں کا جائزہ لیا گیا اور اعلان کیا گیا کہ 2016ء میں مزید سکیمیں شروع کی جائیں گی راولاکوٹ اور باغ کے عوام نے سڑکوں کی تعمیر کا مطالبہ کیا ہے جبکہ انتظامیہ نے یقین دہانی کرائی کہ کام جلد مکمل کیا جائے گا 2008ء میں انٹر میں نائن سی پیجی کے تحت وزیراعظم آزاد کشمیر نے عوام کی فلاح کے لیے منصوبوں کا اعلان کیا اور کہا کہ حکومت تعلیم اور صحت پر توجہ دے رہی ہے آزاد کشمیر کے وزیراعظم چوہدری عبدالمجید نے کہا ہے کہ مسئلہ کشمیر کے حل کے لیے پاکستان کی حمایت جاری رہے گی اور عوام کے حقوق کا تحفظ کیا جائے گا مظفرآباد میں اجلاس منعقد ہوا جس میں ترقیاتی منصوبوں کا جائزہ لیا گیا اور اعلان کیا گیا کہ 2016ء میں مزید سکیمیں شروع کی جائیں گی راولاکوٹ اور باغ کے عوام نے سڑکوں کی تعمیر کا مطالبہ کیا ہے جبکہ انتظامیہ نے یقین دہانی کرائی کہ کام جلد مکمل کیا جائے گا 2008ء میں انٹر میں نائن سی پیجی کے تحت وزیراعظم آزاد کشمیر نے عوام کی فلاح کے لیے منصوبوں کا اعلا	[375, 316, 492, 548]
section-rule-bar	[870, 32, 957, 48]
masthead: روزنامہ کشمیر پوسٹ انٹرنیشنل ، اتوار 20 دسمبر 2015ء	[645, 3, 984, 17]
leaf-ornament-icon: ❦	[132, 429, 146, 448]
section-rule-bar	[499, 294, 586, 310]
article-text: مظفرآباد میں اجلاس منعقد ہوا جس میں ترقیاتی منصوبوں کا جائزہ لیا گیا اور اعلان کیا گیا کہ 2016ء میں مزید سکیمیں شروع کی جائیں گی راولاکوٹ اور باغ کے عوام نے سڑکوں کی تعمیر کا مطالبہ کیا ہے جبکہ انتظامیہ نے یقین دہانی کرائی کہ کام جلد مکمل کیا جائے گا 2008ء میں انٹر میں نائن سی پیجی کے تحت وزیراعظم آزاد کشمیر نے عوام کی فلاح کے لیے منصوبوں کا اعلان کیا اور کہا کہ حکومت تعلیم اور صحت پر توجہ دے رہی ہے آزاد کشمیر کے وزیراعظم چوہدری عبدالمجید نے کہا ہے کہ مسئلہ کشمیر کے حل کے لیے پاکستان کی حمایت جاری رہے گی اور عوام کے حقوق کا تحفظ کیا جائے گا مظفرآباد میں اجلاس منعقد ہوا جس میں ترقیاتی منصوبوں کا جائزہ لیا گیا اور اعلان کیا گیا کہ 2016ء میں مزید سکیمیں شروع کی جائیں گی راولاکوٹ اور باغ کے عوام نے سڑکوں کی تعمیر کا مطالبہ کیا ہے جبکہ انتظامیہ نے یقین دہانی کرائی کہ کام جلد مکمل کیا جائے گا 2008ء میں انٹر میں نائن سی پیجی کے تحت وزیراعظم آزاد کشمیر نے عوام کی فلاح کے لیے منصوبوں کا اعلان کیا اور کہا کہ حکومت تعلیم اور صحت پر توجہ دے رہی ہے آزاد کشمیر کے وزیراعظم چوہدری عبدالمجید نے کہا ہے کہ مسئلہ کشمیر کے حل کے لیے پاکستان کی ح	[375, 578, 492, 810]
section-number-badge: 14	[835, 1341, 863, 1361]
section-header	[870, 1443, 987, 1465]
section-number-badge: 16	[712, 430, 740, 450]
section-header	[870, 1039, 987, 1061]
section-number-badge: 7	[959, 1242, 987, 1262]
leaf-ornament-icon: ❦	[379, 554, 393, 573]
article-text: آزاد کشمیر کے وزیراعظم چوہدری عبدالمجید نے کہا ہے کہ مسئلہ کشمیر کے حل کے لیے پاکستان کی حمایت جاری رہے گی اور عوام کے حقوق کا تحفظ کیا جائے گا مظفرآباد میں اجلاس منعقد ہوا جس میں ترقیاتی منصوبوں کا جائزہ لیا گیا اور اعلان کیا گیا کہ 2016ء میں مزید سکیمیں شروع کی جائیں گی راولاکوٹ اور باغ کے عوام نے سڑکوں کی تعمیر کا مطالبہ کیا ہے جبکہ انتظامیہ نے یقین دہانی کرائی کہ کام جلد مکمل کیا جائے گا 2008ء میں انٹر میں نائن سی پیجی کے تحت وزیراعظم آزاد کشمیر نے عوام کی فلاح کے لیے منصوبوں کا اعلان کیا اور کہا کہ حکومت تعلیم اور صحت پر توجہ دے رہی ہے آزاد کشمیر کے وزیراعظم چوہدری عبدالمجید نے کہا ہے کہ مسئلہ کشمیر کے حل کے لیے پاکستان کی حمایت جاری رہے گی اور عوام کے حقوق کا تحفظ کیا جائے گا مظفرآباد میں اجلاس منعقد ہوا جس میں ترقیاتی منصوبوں کا جائزہ لیا گیا اور اعلا	[870, 256, 987, 428]
leaf-ornament-icon: ❦	[256, 485, 269, 504]
section-number-badge: 30	[464, 1341, 492, 1361]
leaf-ornament-icon: ❦	[379, 292, 393, 311]
section-rule-bar	[499, 816, 586, 835]
section-header	[623, 1228, 740, 1250]
section-number-badge: 42	[93, 30, 121, 50]
section-rule-bar	[128, 429, 215, 448]
section-rule-bar	[3, 569, 91, 585]
leaf-ornament-icon: ❦	[256, 1168, 269, 1187]
section-number-badge: 8	[959, 1444, 987, 1464]
section-number-badge: 29	[464, 1079, 492, 1099]
section-rule-bar	[499, 32, 586, 48]
section-number-badge: 21	[588, 554, 616, 574]
section-number-badge: 43	[93, 567, 121, 587]
article-text: راولاکوٹ اور باغ کے عوام نے سڑکوں کی تعمیر کا مطالبہ کیا ہے جبکہ انتظامیہ نے یقین دہانی کرائی کہ کام جلد مکمل کیا جائے گا 2008ء میں انٹر میں نائن سی پیجی کے تحت وزیراعظم آزاد کشمیر نے عوام کی فلاح کے لیے منصوبوں کا اعلان کیا اور کہا کہ حکومت تعلیم اور صحت پر توجہ دے رہی ہے آزاد کشمیر کے وزیراعظم چوہدری عبدالمجید نے کہا ہے کہ مسئلہ کشمیر کے حل کے لیے پاکستان کی حمایت جاری رہے گی اور عوام کے حقوق کا تحفظ کیا جائے گا مظفرآباد میں اجلاس منعقد ہوا جس میں ترقیاتی منصوبوں کا جائزہ لیا گیا اور اعلان کیا گیا کہ 2016ء میں مزید سکیمیں شروع کی جائیں گی راولاکوٹ اور باغ کے عوام نے سڑکوں کی تعمیر کا مطالبہ کیا ہے جبکہ انتظامیہ نے یقین دہانی کرائی کہ کام جلد مکمل کیا جائے گا 2008ء میں انٹر میں نائن سی پیجی کے تحت وزیراعظم آزاد کشمیر نے عوام کی فلاح کے لیے منصوبوں کا اعلان کیا اور کہا کہ حکومت تعلیم اور صحت پر توجہ دے رہی ہے آزاد کشمیر کے وزیراعظم چوہدری عبدالمجید نے کہا ہے کہ مسئلہ کشمیر ک	[251, 281, 369, 479]
section-rule-bar	[128, 829, 215, 848]
leaf-ornament-icon: ❦	[256, 257, 269, 276]
section-number-badge: 40	[217, 830, 245, 850]
section-header	[252, 257, 369, 279]
leaf-ornament-icon: ❦	[874, 30, 888, 48]
leaf-ornament-icon: ❦	[874, 838, 888, 856]
article-text: مظفرآباد میں اجلاس منعقد ہوا جس میں ترقیاتی منصوبوں کا جائزہ لیا گیا اور اعلان کیا گیا کہ 2016ء میں مزید سکیمیں شروع کی جائیں گی راولاکوٹ اور باغ کے عوام نے سڑکوں کی تعمیر کا مطالبہ کیا ہے جبکہ انتظامیہ نے یقین دہانی کرائی کہ کام جلد مکمل کیا جائے گا 2008ء میں انٹر میں نائن سی پیجی کے تحت وزیراعظم آزاد کشمیر نے عوام کی فلاح کے لیے منصوبوں کا اعلان کیا اور کہا کہ حکومت تعلیم اور صحت پر توجہ دے رہی ہے آزاد کشمیر کے وزیراعظم چوہدری عبدالمجید نے کہا ہے کہ مسئلہ کشمیر کے حل کے لیے پاکستان کی حمایت جاری رہے گی اور عوام کے حقوق کا تحفظ کیا جائے گا مظفرآباد میں اجلاس منعقد ہوا جس میں ترقیاتی منصوبوں کا جائزہ لیا گیا اور اعلان کیا گیا کہ 2016ء میں مزید سکیمیں شروع کی جائیں گی راولاکوٹ اور باغ کے عوام نے سڑکوں کی تعمیر کا مطالبہ کیا ہے جبکہ انتظامیہ نے یقین دہانی کرائی کہ کام جلد مکمل کیا جائے گا 2008ء میں انٹر میں نائن سی پیجی کے تحت وزیراعظم آزاد کشمیر نے عوام کی فلاح کے لیے منصوبوں ک	[251, 54, 369, 252]
section-rule-bar	[870, 840, 957, 856]
section-rule-bar	[252, 32, 339, 48]
article-text: 2008ء میں انٹر میں نائن سی پیجی کے تحت وزیراعظم آزاد کشمیر نے عوام کی فلاح کے لیے منصوبوں کا اعلان کیا اور کہا کہ حکومت تعلیم اور صحت پر توجہ دے رہی ہے آزاد کشمیر کے وزیراعظم چوہدری عبدالمجید نے کہا ہے کہ مسئلہ کشمیر کے حل کے لیے پاکستان کی حمایت جاری رہے گی اور عوام کے حقوق کا تحفظ کیا جائے گا مظفرآباد میں اجلاس منعقد ہوا جس میں ترقیاتی منصوبوں کا جائزہ لیا گیا اور اعلان کیا گیا کہ 2016ء میں مزید سکیمیں شروع کی جائیں گی راولاکوٹ اور باغ کے عوام نے سڑکوں کی تعمیر کا مطالبہ کیا ہے جبکہ انتظامیہ نے یقین دہانی کرائی کہ کام جلد مکمل کیا جائے گا 2008ء میں انٹر میں نائن سی پیجی کے تحت وزیراعظم آزاد کشمیر نے عوام کی فلاح کے لیے منصوبوں کا اعلان کیا اور کہا کہ حکومت تعلیم اور صحت پر توجہ دے رہی ہے آزاد کشمیر کے وزیراعظم چوہدری عبدالمجید نے کہا ہے کہ مسئلہ کشمیر ک	[870, 862, 987, 1034]
section-rule-bar	[747, 556, 834, 572]
article-text: راولاکوٹ اور باغ کے عوام نے سڑکوں کی تعمیر کا مطالبہ کیا ہے جبکہ انتظامیہ نے یقین دہانی کرائی کہ کام جلد مکمل کیا جائے گا 2008ء میں انٹر میں نائن سی پیجی کے تحت وزیراعظم آزاد کشمیر نے عوام کی فلاح کے لیے منصوبوں کا اعلان کیا اور کہا کہ حکومت تعلیم اور صحت پر توجہ دے رہی ہے آزاد کشمیر کے وزیراعظم چوہدری عبدالمجید نے کہا ہے کہ مسئلہ کشمیر کے حل کے لیے پاکستان کی حمایت جاری رہے گی اور عوام کے حقوق کا تحفظ کیا جائے گا مظفرآباد میں اجلاس منعقد ہوا جس میں ترقیاتی منصوبوں کا جائزہ لیا گیا اور اعلان کیا گیا کہ 2016ء میں مزید سکیمیں شروع کی جائیں گی راولاکوٹ اور باغ کے عوام نے سڑکوں کی تعمیر کا مطالبہ کیا ہے جبکہ انتظامیہ نے یقین دہانی کرائی کہ کام جلد مکمل کیا جائے گا 2008ء میں انٹر میں نائن سی پیجی کے تحت وزیراعظم آزاد کشمیر نے عوام کی فلاح کے لیے منصوبوں کا اعلان کیا اور کہا کہ حکومت تعلیم اور صحت پر توجہ دے رہی ہے آزاد کشمیر کے وزیراعظم چوہدری عبدالمجید نے کہا ہے کہ مسئلہ کشمیر کے حل کے لیے پاکستان کی حمایت جاری رہے گی اور عوام کے حقوق کا تحفظ کیا جائے گا مظفرآباد میں اجلاس منعقد ہوا جس میں ترقیاتی منصوبوں کا جائزہ لیا گیا اور اعلا	[499, 316, 616, 548]
article-text: راولاکوٹ اور باغ کے عوام نے سڑکوں کی تعمیر کا مطالبہ کیا ہے جبکہ انتظامیہ نے یقین دہانی کرائی کہ کام جلد مکمل کیا جائے گا 2008ء میں انٹر میں نائن سی پیجی کے تحت وزیراعظم آزاد کشمیر نے عوام کی فلاح کے لیے منصوبوں کا اعلان کیا اور کہا کہ حکومت تعلیم اور صحت پر توجہ دے رہی ہے آزاد کشمیر کے وزیراعظم چوہدری عبدالمجید نے کہا ہے کہ مسئلہ کشمیر کے حل کے لیے پاکستان کی حمایت جاری رہے گی اور عوام کے حقوق کا تحفظ کیا جائے گا مظفرآباد میں اجلاس منعقد ہوا جس میں ترقیاتی منصوبوں کا جائزہ لیا گیا اور اعلان کیا گیا کہ 2016ء میں مزید سکیمیں شروع کی جائیں گی راولاکوٹ اور باغ کے عوام نے سڑکوں کی تعمیر کا مطالبہ کیا ہے جبکہ انتظامیہ نے یقین دہانی کرائی کہ کام جلد مکمل کیا جائے گا 2008ء میں انٹر میں نائن سی پیجی کے تحت وزیراعظم آزاد کشمیر نے عوام کی فلاح کے لیے منصوبوں کا اعلان کیا اور کہا کہ حکومت تعلیم اور صحت پر توجہ دے رہی ہے آزاد کشمیر کے وزیراعظم چوہدری عبدالمجید نے کہا ہے کہ مسئلہ کشمیر کے حل کے لیے پاکستان کی حمایت جاری رہے گی اور عوام کے حقوق کا تحفظ کیا جائے گا مظفرآباد میں اجلاس منعقد ہوا جس میں ترقیاتی منصوبوں کا جائزہ لیا گیا اور اعلا	[499, 1364, 616, 1597]
article-text: مظفرآباد میں اجلاس منعقد ہوا جس میں ترقیاتی منصوبوں کا جائزہ لیا گیا اور اعلان کیا گیا کہ 2016ء میں مزید سکیمیں شروع کی جائیں گی راولاکوٹ اور باغ کے عوام نے سڑکوں کی تعمیر کا مطالبہ کیا ہے جبکہ انتظامیہ نے یقین دہانی کرائی کہ کام جلد مکمل کیا جائے گا 2008ء میں انٹر میں نائن سی پیجی کے تحت وزیراعظم آزاد کشمیر نے عوام کی فلاح کے لیے منصوبوں کا اعلان کیا اور کہا کہ حکومت تعلیم اور صحت پر توجہ دے رہی ہے آزاد کشمیر کے وزیراعظم چوہدری عبدالمجید نے کہا ہے کہ مسئلہ کشمیر کے حل کے لیے پاکستان کی حمایت جاری رہے گی اور عوام کے حقوق کا تحفظ کیا جائے گا مظفرآباد میں اجلاس منعقد ہوا جس میں ترقیاتی منصوبوں کا جائزہ لیا گیا اور اعلان کیا گیا کہ 2016ء میں مزید سکیمیں شروع کی جائیں گی راولاکوٹ اور باغ کے عوام نے سڑکوں کی تعمیر کا مطالبہ کیا ہے جبکہ انتظامیہ نے یقین دہانی کرائی کہ کام جلد مکمل کیا جائے گا 2008ء میں انٹر میں نائن سی پیجی کے تحت وزیراعظم آزاد کشمیر نے عوام کی فلاح کے لیے منصوبوں کا اعلان کیا اور کہا کہ حکومت تعلیم اور صحت پر توجہ دے رہی ہے آزاد کشمیر کے وزیراعظم چوہدری عبدالمجید نے کہا ہے کہ مسئلہ کشمیر کے حل کے لیے پاکستان کی ح	[499, 1102, 616, 1335]
section-number-badge: 28	[464, 817, 492, 837]
section-header	[747, 1340, 864, 1362]
newspaper-page	[0, 24, 990, 1645]
section-rule-bar	[499, 1340, 586, 1359]
section-header	[499, 29, 616, 51]
section-header	[870, 837, 987, 859]
leaf-ornament-icon: ❦	[874, 232, 888, 250]
article-text: آزاد کشمیر کے وزیراعظم چوہدری عبدالمجید نے کہا ہے کہ مسئلہ کشمیر کے حل کے لیے پاکستان کی حمایت جاری رہے گی اور عوام کے حقوق کا تحفظ کیا جائے گا مظفرآباد میں اجلاس منعقد ہوا جس میں ترقیاتی منصوبوں کا جائزہ لیا گیا اور اعلان کیا گیا کہ 2016ء میں مزید سکیمیں شروع کی جائیں گی راولاکوٹ اور باغ کے عوام نے سڑکوں کی تعمیر کا مطالبہ کیا ہے جبکہ انتظامیہ نے یقین دہانی کرائی کہ کام جلد مکمل کیا جائے گا 2008ء میں انٹر میں نائن سی پیجی کے تحت وزیراعظم آزاد کشمیر نے عوام کی فلاح کے لیے منصوبوں کا اعلان کیا اور کہا کہ حکومت تعلیم اور صحت پر توجہ دے رہی ہے آزاد کشمیر کے وزیراعظم چوہدری عبدالمجید نے کہا ہے کہ مسئلہ کشمیر کے حل کے لیے پاکستان کی حمایت جاری رہے گی اور عوام کے حقوق کا تحفظ کیا جائے گا مظفرآباد میں اجلاس منعقد ہوا جس میں ترقیاتی منصوبوں کا جائزہ لیا گیا اور اعلان کیا گیا کہ 2016ء میں مزید سکیمیں شروع کی جائیں گی راولاکوٹ اور باغ کے عوام نے سڑکوں کی تعمیر کا مطالبہ کیا ہے جبکہ انتظامیہ نے یقین دہانی کرائی کہ کام جلد مکمل کیا جائے گا 2008ء میں انٹر میں نائن سی پیجی کے تحت وزیراعظم آزاد کشمیر نے عوام کی فلاح کے لیے منصوبوں کا اعلان کیا اور کہا کہ حکومت تعلیم اور صحت پر توجہ دے رہی ہے آزاد کشمیر کے وزیراعظم چوہدری عبدالمجید نے کہا ہے کہ مسئلہ کشمیر کے حل کے لیے پاکستان کی حمایت جاری رہے گی اور عوام کے حقوق کا تحفظ کیا جائے گا مظفرآباد میں اجلاس منعقد ہوا جس میں ترقیاتی منصوبوں کا جائزہ لیا گیا اور اعلان کیا گیا کہ 2016ء میں مزید سکیمیں شروع کی جائیں گی راولاکوٹ اور باغ کے عوام نے سڑکوں کی تعمیر کا مطالبہ کیا ہے جبکہ انتظامیہ نے یقین دہانی کرائی کہ کام جلد مکمل کیا جائے گا 2008ء میں انٹر میں نائن سی پیجی کے تحت وزیراعظم آزاد کشمیر نے عوام کی فلاح کے لیے منصوبوں کا اعلان کیا اور کہا کہ حکومت تعلیم اور صحت پر توجہ دے رہی ہے آزاد کشمیر کے وزیراعظم چوہدری عبدالمجید نے کہا ہے کہ مسئلہ کشمیر کے حل کے لیے پاکستان کی حمایت جاری رہے گی اور عوام کے حقوق کا تحفظ کیا جائے گا مظفرآباد میں اجلاس منعقد ہوا جس میں ترقیاتی منصوبوں کا جائزہ لیا گیا اور اعلان کیا گیا کہ 2016ء میں مزید سکیمیں شروع کی جائیں گی راولاکوٹ اور باغ کے عوام نے سڑکوں کی تعمیر کا مطالبہ کیا ہے جبکہ انتظامیہ نے یقین دہانی کرائی کہ کام جلد مکمل کیا جائے گا 2008ء میں انٹر میں نائن سی پیجی کے تحت وزیراعظم آزاد کشمیر نے عوام کی فلاح کے لیے منصوبوں کا اعلان کیا اور کہا کہ حکومت تعلیم اور صحت پر توجہ دے رہی ہے آزاد کشمیر کے وزیراعظم چوہدری عبدالمجید نے کہا ہے کہ مسئلہ کشمیر کے حل کے لیے پاکستان کی حمایت جاری رہے گی اور	[3, 54, 121, 561]
leaf-ornament-icon: ❦	[627, 429, 641, 448]
section-header	[870, 635, 987, 657]
section-number-badge: 33	[340, 486, 368, 506]
leaf-ornament-icon: ❦	[627, 30, 641, 48]
section-number-badge: 36	[340, 1169, 368, 1189]
leaf-ornament-icon: ❦	[256, 713, 269, 732]
section-rule-bar	[747, 816, 834, 835]
leaf-ornament-icon: ❦	[7, 1104, 21, 1123]
leaf-ornament-icon: ❦	[503, 1340, 517, 1359]
article-text: آزاد کشمیر کے وزیراعظم چوہدری عبدالمجید نے کہا ہے کہ مسئلہ کشمیر کے حل کے لیے پاکستان کی حمایت جاری رہے گی اور عوام کے حقوق کا تحفظ کیا جائے گا مظفرآباد میں اجلاس منعقد ہوا جس میں ترقیاتی منصوبوں کا جائزہ لیا گیا اور اعلان کیا گیا کہ 2016ء میں مزید سکیمیں شروع کی جائیں گی راولاکوٹ اور باغ کے عوام نے سڑکوں کی تعمیر کا مطالبہ کیا ہے جبکہ انتظامیہ نے یقین دہانی کرائی کہ کام جلد مکمل کیا جائے گا 2008ء میں انٹر میں نائن سی پیجی کے تحت وزیراعظم آزاد کشمیر نے عوام کی فلاح کے لیے منصوبوں کا اعلان کیا اور کہا کہ حکومت تعلیم اور صحت پر توجہ دے رہی ہے آزاد کشمیر کے وزیراعظم چوہدری عبدالمجید نے کہا ہے کہ مسئلہ کشمیر کے حل کے لیے پاکستان کی حمایت جاری رہے گی اور عوام کے حقوق کا تحفظ کیا جائے گا مظفرآباد میں اجلاس منعقد ہوا جس میں ترقیاتی منصوبوں کا جائزہ لیا گیا اور اعلان کیا گیا کہ 2016ء میں مزید سکیمیں شروع کی جائیں گی راولاکوٹ اور باغ کے عوام نے سڑکوں کی تعمیر کا مطالبہ کیا ہے جبکہ انتظامیہ نے یقین دہانی کرائی کہ کام جلد مکمل کیا جائے گا 2008ء میں انٹر میں نائن سی پیجی کے تحت وزیراعظم آزاد کشمیر نے عوام کی فلاح کے لیے منصوبوں کا اعلا	[746, 316, 864, 548]
article-text: 2008ء میں انٹر میں نائن سی پیجی کے تحت وزیراعظم آزاد کشمیر نے عوام کی فلاح کے لیے منصوبوں کا اعلان کیا اور کہا کہ حکومت تعلیم اور صحت پر توجہ دے رہی ہے آزاد کشمیر کے وزیراعظم چوہدری عبدالمجید نے کہا ہے کہ مسئلہ کشمیر کے حل کے لیے پاکستان کی حمایت جاری رہے گی اور عوام کے حقوق کا تحفظ کیا جائے گا مظفرآباد میں اجلاس منعقد ہوا جس میں ترقیاتی منصوبوں کا جائزہ لیا گیا اور اعلان کیا گیا کہ 2016ء میں مزید سکیمیں شروع کی جائیں گی راولاکوٹ اور باغ کے عوام نے سڑکوں کی تعمیر کا مطالبہ کیا ہے جبکہ انتظامیہ نے یقین دہانی کرائی کہ کام جلد مکمل کیا جائے گا 2008ء میں انٹر میں نائن سی پیجی کے تحت وزیراعظم آزاد کشمیر نے عوام کی فلاح کے لیے منصوبوں کا اعلان کیا اور کہا کہ حکومت تعلیم اور صحت پر توجہ دے رہی ہے آزاد کشمیر کے وزیراعظم چوہدری عبدالمجید نے کہا ہے کہ مسئلہ کشمیر کے حل کے لیے پاکستان کی حمایت جاری رہے گی اور عوام کے حقوق کا تحفظ کیا جائے گا مظفرآباد میں اجلاس منعقد ہوا جس میں ترقیاتی منصوبوں کا جائزہ لیا گیا اور اعلان کیا گیا کہ 2016ء میں مزید سکیمیں شروع کی جائیں گی راولاکوٹ اور باغ کے عوام نے سڑکوں کی تعمیر کا مطالبہ کیا ہے جبک	[375, 1102, 492, 1335]
section-rule-bar	[375, 556, 462, 572]
article-text: مظفرآباد میں اجلاس منعقد ہوا جس میں ترقیاتی منصوبوں کا جائزہ لیا گیا اور اعلان کیا گیا کہ 2016ء میں مزید سکیمیں شروع کی جائیں گی راولاکوٹ اور باغ کے عوام نے سڑکوں کی تعمیر کا مطالبہ کیا ہے جبکہ انتظامیہ نے یقین دہانی کرائی کہ کام جلد مکمل کیا جائے گا 2008ء میں انٹر میں نائن سی پیجی کے تحت وزیراعظم آزاد کشمیر نے عوام کی فلاح کے لیے منصوبوں کا اعلان کیا اور کہا کہ حکومت تعلیم اور صحت پر توجہ دے رہی ہے آزاد کشمیر کے وزیراعظم چوہدری عبدالمجید نے کہا ہے کہ مسئلہ کشمیر کے حل کے لیے پاکستان کی حمایت جاری رہے گی اور عوام کے حقوق کا تحفظ کیا جائے گا مظفرآباد میں اجلاس منعقد ہوا جس میں ترقیاتی منصوبوں کا جائزہ لیا گیا اور اعلان کیا گیا کہ 2016ء میں مزید سکیمیں شروع کی جائیں گی راولاکوٹ اور باغ کے عوام نے سڑکوں کی تعمیر کا مطالبہ کیا ہے جبکہ انتظامیہ نے یقین دہانی کرائی کہ	[870, 458, 987, 630]
section-header	[870, 433, 987, 455]
section-header	[252, 29, 369, 51]
leaf-ornament-icon: ❦	[751, 1078, 764, 1097]
section-number-badge: 25	[464, 30, 492, 50]
section-header	[375, 29, 492, 51]
news-column-6	[248, 24, 372, 1645]
leaf-ornament-icon: ❦	[503, 554, 517, 573]
section-number-badge: 10	[835, 292, 863, 312]
leaf-ornament-icon: ❦	[256, 30, 269, 48]
article-text: آزاد کشمیر کے وزیراعظم چوہدری عبدالمجید نے کہا ہے کہ مسئلہ کشمیر کے حل کے لیے پاکستان کی حمایت جاری رہے گی اور عوام کے حقوق کا تحفظ کیا جائے گا مظفرآباد میں اجلاس منعقد ہوا جس میں ترقیاتی منصوبوں کا جائزہ لیا گیا اور اعلان کیا گیا کہ 2016ء میں مزید سکیمیں شروع کی جائیں گی راولاکوٹ اور باغ کے عوام نے سڑکوں کی تعمیر کا مطالبہ کیا ہے جبکہ انتظامیہ نے یقین دہانی کرائی کہ کام جلد مکمل کیا جائے گا 2008ء میں انٹر میں نائن سی پیجی کے تحت وزیراعظم آزاد کشمیر نے عوام کی فلاح کے لیے منصوبوں کا اعلان کیا اور کہا کہ حکومت تعلیم اور صحت پر توجہ دے رہی ہے آزاد کشمیر کے وزیراعظم چوہدری عبدالمجید نے کہا ہے کہ مسئلہ کشمیر کے حل کے لیے پاکستان کی حمایت جاری رہے گی اور عوام کے حقوق کا تحفظ کیا جائے گا مظفرآباد میں اجلاس منعقد ہوا جس میں ترقیاتی منصوبوں کا جائزہ لیا گیا اور اعلان کیا گیا کہ 2016ء میں مزید سکیمیں شروع کی جائیں گی راولاکوٹ اور باغ کے عوام نے سڑکوں کی تعمیر کا مطالبہ کیا ہے جبکہ انتظامیہ نے یقین دہانی کرائی کہ کام جلد مکمل کیا جائے گا 2008ء میں انٹر میں نائن سی پیجی کے تحت وزیراعظم آزاد کشمیر نے عوام کی فلاح کے لیے منصوبوں کا اعلان کیا اور کہا کہ حکومت تعلیم اور صحت پر توجہ دے رہی ہے آزاد کشمیر کے وزیراعظم چوہدری عبدالمجید نے کہا ہے کہ مسئلہ کشمیر کے حل کے لیے پاکستان کی حمایت جاری رہے گی اور عوام کے حقوق کا تحفظ کیا جائے گا مظفرآباد میں اجلاس منعقد ہوا جس میں ترقیاتی منصوبوں کا جائزہ لیا گیا اور اعلان کیا گیا کہ 2016ء میں مزید سکیمیں شروع کی جائیں گی راولاکوٹ اور باغ کے عوام نے سڑکوں کی تعمیر کا مطالبہ کیا ہے جبکہ انتظامیہ نے یقین دہانی کرائی کہ کام جلد مکمل کیا جائے گا 2008ء میں انٹر میں نائن سی پیجی کے تحت وزیراعظم آزاد کشمیر نے عوام کی فلاح کے لیے منصوبوں کا اعلان کیا اور کہا کہ حکومت تعلیم اور صحت پر توجہ دے رہی ہے آزاد کشمیر ک	[622, 1253, 740, 1623]
section-header	[375, 1340, 492, 1362]
section-number-badge: 9	[835, 30, 863, 50]
section-header	[870, 231, 987, 253]
section-rule-bar	[747, 294, 834, 310]
section-header	[870, 29, 987, 51]
leaf-ornament-icon: ❦	[503, 30, 517, 48]
section-header	[499, 291, 616, 313]
section-header	[747, 291, 864, 313]
article-text: راولاکوٹ اور باغ کے عوام نے سڑکوں کی تعمیر کا مطالبہ کیا ہے جبکہ انتظامیہ نے یقین دہانی کرائی کہ کام جلد مکمل کیا جائے گا 2008ء میں انٹر میں نائن سی پیجی کے تحت وزیراعظم آزاد کشمیر نے عوام کی فلاح کے لیے منصوبوں کا اعلان کیا اور کہا کہ حکومت تعلیم اور صحت پر توجہ دے رہی ہے آزاد کشمیر کے وزیراعظم چوہدری عبدالمجید نے کہا ہے کہ مسئلہ کشمیر کے حل کے لیے پاکستان کی حمایت جاری رہے گی اور عوام کے حقوق کا تحفظ کیا جائے گا مظفرآباد میں اجلاس منعقد ہوا جس میں ترقیاتی منصوبوں کا جائزہ لیا گیا اور اعلان کیا گیا کہ 2016ء میں مزید سکیمیں شروع کی جائیں گی راولاکوٹ اور باغ کے عوام نے سڑکوں کی تعمیر کا مطالبہ کیا ہے جبکہ انتظامیہ نے یقین دہانی کرائی کہ کام جلد مکمل کیا جائے گا 2008ء میں انٹر میں نائن سی پیجی کے تحت وزیراعظم آزاد کشمیر نے عوام کی فلاح کے لیے منصوبوں کا اعلان کیا اور	[870, 1468, 987, 1640]
leaf-ornament-icon: ❦	[751, 554, 764, 573]
leaf-ornament-icon: ❦	[751, 30, 764, 48]
section-number-badge: 22	[588, 817, 616, 837]
section-rule-bar	[252, 1396, 339, 1415]
section-number-badge: 41	[217, 1229, 245, 1249]
section-rule-bar	[623, 1231, 710, 1247]
article-text: 2008ء میں انٹر میں نائن سی پیجی کے تحت وزیراعظم آزاد کشمیر نے عوام کی فلاح کے لیے منصوبوں کا اعلان کیا اور کہا کہ حکومت تعلیم اور صحت پر توجہ دے رہی ہے آزاد کشمیر کے وزیراعظم چوہدری عبدالمجید نے کہا ہے کہ مسئلہ کشمیر کے حل کے لیے پاکستان کی حمایت جاری رہے گی اور عوام کے حقوق کا تحفظ کیا جائے گا مظفرآباد میں اجلاس منعقد ہوا جس میں ترقیاتی منصوبوں کا جائزہ لیا گیا اور اعلان کیا گیا کہ 2016ء میں مزید سکیمیں شروع کی جائیں گی راولاکوٹ اور باغ کے عوام نے سڑکوں کی تعمیر کا مطالبہ کیا ہے جبکہ انتظامیہ نے یقین دہانی کرائی کہ کام جلد مکمل کیا جائے گا 2008ء میں انٹر میں نائن سی پیجی کے تحت وزیراعظم آزاد کشمیر نے عوام کی فلاح کے لیے منصوبوں کا اعلان کیا اور کہا کہ حکومت تعلیم اور صحت پر توجہ دے رہی ہے آزاد کشمیر کے وزیراعظم چوہدری عبدالمجید نے کہا ہے کہ مسئلہ کشمیر کے حل کے لیے پاکستان کی حمایت جاری رہے گی اور عوام کے حقوق کا تحفظ کیا جائے گا مظفرآباد میں اجلاس منعقد ہوا جس میں ترقیاتی منصوبوں کا جائزہ لیا گیا اور اعلان کیا گیا کہ 2016ء میں مزید سکیمیں شروع کی جائیں گی راولاکوٹ اور باغ کے عوام نے سڑکوں کی تعمیر کا مطالبہ کیا ہے جبک	[746, 54, 864, 286]
section-rule-bar	[128, 32, 215, 48]
section-rule-bar	[623, 829, 710, 848]
section-header	[375, 816, 492, 838]
article-text: مظفرآباد میں اجلاس منعقد ہوا جس میں ترقیاتی منصوبوں کا جائزہ لیا گیا اور اعلان کیا گیا کہ 2016ء میں مزید سکیمیں شروع کی جائیں گی راولاکوٹ اور باغ کے عوام نے سڑکوں کی تعمیر کا مطالبہ کیا ہے جبکہ انتظامیہ نے یقین دہانی کرائی کہ کام جلد مکمل کیا جائے گا 2008ء میں انٹر میں نائن سی پیجی کے تحت وزیراعظم آزاد کشمیر نے عوام کی فلاح کے لیے منصوبوں کا اعلان کیا اور کہا کہ حکومت تعلیم اور صحت پر توجہ دے رہی ہے آزاد کشمیر کے وزیراعظم چوہدری عبدالمجید نے کہا ہے کہ مسئلہ کشمیر کے حل کے لیے پاکستان کی حمایت جاری رہے گی اور عوام کے حقوق کا تحفظ کیا جائے گا مظفرآباد میں اجلاس منعقد ہوا جس میں ترقیاتی منصوبوں کا جائزہ لیا گیا اور اعلان کیا گیا کہ 2016ء میں مزید سکیمیں شروع کی جائیں گی راولاکوٹ اور باغ کے عوام نے سڑکوں کی تعمیر کا مطالبہ کیا ہے جبکہ انتظامیہ نے یقین دہانی کرائی کہ	[870, 1266, 987, 1438]
section-number-badge: 35	[340, 941, 368, 961]
leaf-ornament-icon: ❦	[132, 30, 146, 48]
section-rule-bar	[128, 1231, 215, 1247]
section-number-badge: 11	[835, 554, 863, 574]
section-header	[375, 1078, 492, 1100]
section-header	[747, 29, 864, 51]
section-header	[623, 29, 740, 51]
section-header	[3, 1104, 121, 1126]
leaf-ornament-icon: ❦	[379, 1340, 393, 1359]
article-text: 2008ء میں انٹر میں نائن سی پیجی کے تحت وزیراعظم آزاد کشمیر نے عوام کی فلاح کے لیے منصوبوں کا اعلان کیا اور کہا کہ حکومت تعلیم اور صحت پر توجہ دے رہی ہے آزاد کشمیر کے وزیراعظم چوہدری عبدالمجید نے کہا ہے کہ مسئلہ کشمیر کے حل کے لیے پاکستان کی حمایت جاری رہے گی اور عوام کے حقوق کا تحفظ کیا جائے گا مظفرآباد میں اجلاس منعقد ہوا جس میں ترقیاتی منصوبوں کا جائزہ لیا گیا اور اعلان کیا گیا کہ 2016ء میں مزید سکیمیں شروع کی جائیں گی راولاکوٹ اور باغ کے عوام نے سڑکوں کی تعمیر کا مطالبہ کیا ہے جبکہ انتظامیہ نے یقین دہانی کرائی کہ کام جلد مکمل کیا جائے گا 2008ء میں انٹر میں نائن سی پیجی کے تحت وزیراعظم آزاد کشمیر نے عوام کی فلاح کے لیے منصوبوں کا اعلان کیا اور کہا کہ حکومت تعلیم اور صحت پر توجہ دے رہی ہے آزاد کشمیر کے وزیراعظم چوہدری عبدالمجید نے کہا ہے کہ مسئلہ کشمیر کے حل کے لیے پاکستان کی حمایت جاری رہے گی اور عوام کے حقوق کا تحفظ کیا جائے گا مظفرآباد میں اجلاس منعقد ہوا جس میں ترقیاتی منصوبوں کا جائزہ لیا گیا اور اعلان کیا گیا کہ 2016ء میں مزید سکیمیں شروع کی جائیں گی راولاکوٹ اور باغ کے عوام نے سڑکوں کی تعمیر کا مطالبہ کیا ہے جبک	[499, 578, 616, 810]
section-rule-bar	[375, 1340, 462, 1359]
section-number-badge: 1	[959, 30, 987, 50]
section-rule-bar	[747, 32, 834, 48]
section-header	[499, 553, 616, 575]
news-column-2	[743, 24, 867, 1645]
article-text: مظفرآباد میں اجلاس منعقد ہوا جس میں ترقیاتی منصوبوں کا جائزہ لیا گیا اور اعلان کیا گیا کہ 2016ء میں مزید سکیمیں شروع کی جائیں گی راولاکوٹ اور باغ کے عوام نے سڑکوں کی تعمیر کا مطالبہ کیا ہے جبکہ انتظامیہ نے یقین دہانی کرائی کہ کام جلد مکمل کیا جائے گا 2008ء میں انٹر میں نائن سی پیجی کے تحت وزیراعظم آزاد کشمیر نے عوام کی فلاح کے لیے منصوبوں کا اعلان کیا اور کہا کہ حکومت تعلیم اور صحت پر توجہ دے رہی ہے آزاد کشمیر کے وزیراعظم چوہدری عبدالمجید نے کہا ہے کہ مسئلہ کشمیر کے حل کے لیے پاکستان کی حمایت جاری رہے گی اور عوام کے حقوق کا تحفظ کیا جائے گا مظفرآباد میں اجلاس منعقد ہوا جس میں ترقیاتی منصوبوں کا جائزہ لیا گیا اور اعلان کیا گیا کہ 2016ء میں مزید سکیمیں شروع کی جائیں گی راولاکوٹ اور باغ کے عوام نے سڑکوں کی تعمیر کا مطالبہ کیا ہے جبکہ انتظامیہ نے یقین دہانی کرائی کہ کام جلد مکمل کیا جائے گا 2008ء میں انٹر میں نائن سی پیجی کے تحت وزیراعظم آزاد کشمیر نے عوام کی فلاح کے لیے منصوبوں کا اعلان کیا اور کہا کہ حکومت تعلیم اور صحت پر توجہ دے رہی ہے آزاد کشمیر کے وزیراعظم چوہدری عبدالمجید نے کہا ہے کہ مسئلہ کشمیر کے حل کے لیے پاکستان کی حمایت جاری رہے گی اور عوام کے حقوق کا تحفظ کیا جائے گا مظفرآباد میں اجلاس منعقد ہوا جس میں ترقیاتی منصوبوں کا جائزہ لیا گیا اور اعلان کیا گیا کہ 2016ء میں مزید سکیمیں شروع کی جائیں گی راولاکوٹ اور باغ کے عوام نے سڑکوں کی تعمیر کا مطالبہ کیا ہے جبکہ انتظامیہ نے یقین دہانی کرائی کہ کام جلد مکمل کیا جائے گا 2008ء میں انٹر میں نائن سی پیجی کے تحت وزیراعظم آزاد کشمیر نے عوام کی فلاح کے لیے منصوبوں کا اعلان کیا اور کہا کہ حکومت تعلیم اور صحت پر توجہ دے رہی ہے آزاد کشمیر کے وزیراعظم چوہدری عبدالمجید نے کہا ہے کہ مسئلہ کشمیر کے حل کے لیے پاکستان کی حمایت جاری رہے گی اور عوام کے حقوق کا تحفظ کیا جائے گا مظفرآباد میں اجلاس منعقد ہوا جس میں ترقیاتی منصوبوں کا جائزہ لیا گیا اور اعلان کیا گیا کہ 2016ء میں مزید سکیمیں شروع کی جائیں گی راولاکوٹ اور باغ کے عوام نے سڑکوں کی تعمیر کا مطالبہ کیا ہے جبکہ انتظامیہ نے یقین دہانی کرائی کہ کام جلد مکمل کیا جائے گا 2008ء میں انٹر میں نائن سی پیجی کے تحت وزیراعظم آزاد کشمیر نے عوام کی فلاح کے لیے منصوبوں کا اعلان کیا اور کہا کہ حکومت تعلیم اور صحت پر توجہ دے رہی ہے آزاد کشمیر کے وزیراعظم چوہدری عبدالمجید نے کہا ہے کہ مسئلہ کشمیر کے حل کے لیے پاکستان کی حمایت جاری رہے گی اور عوام کے حقوق کا تحفظ کیا جائے گا مظفرآباد میں اجلاس منعقد ہوا جس میں ترقیاتی منصوبوں کا جائزہ لیا گیا اور اعلان کیا گیا کہ 2016ء میں مزید سک	[3, 591, 121, 1098]
section-rule-bar	[747, 1340, 834, 1359]
article-text: راولاکوٹ اور باغ کے عوام نے سڑکوں کی تعمیر کا مطالبہ کیا ہے جبکہ انتظامیہ نے یقین دہانی کرائی کہ کام جلد مکمل کیا جائے گا 2008ء میں انٹر میں نائن سی پیجی کے تحت وزیراعظم آزاد کشمیر نے عوام کی فلاح کے لیے منصوبوں کا اعلان کیا اور کہا کہ حکومت تعلیم اور صحت پر توجہ دے رہی ہے آزاد کشمیر کے وزیراعظم چوہدری عبدالمجید نے کہا ہے کہ مسئلہ کشمیر کے حل کے لیے پاکستان کی حمایت جاری رہے گی اور عوام کے حقوق کا تحفظ کیا جائے گا مظفرآباد میں اجلاس منعقد ہوا جس میں ترقیاتی منصوبوں کا جائزہ لیا گیا اور اعلان کیا گیا کہ 2016ء میں مزید سکیمیں شروع کی جائیں گی راولاکوٹ اور باغ کے عوام نے سڑکوں کی تعمیر کا مطالبہ کیا ہے جبکہ انتظامیہ نے یقین دہانی کرائی کہ کام جلد مکمل کیا جائے گا 2008ء میں انٹر میں نائن سی پیجی کے تحت وزیراعظم آزاد کشمیر نے عوام کی فلاح کے لیے منصوبوں کا اعلان کیا اور کہا کہ حکومت تعلیم اور صحت پر توجہ دے رہی ہے آزاد کشمیر کے وزیراعظم چوہدری عبدالمجید نے کہا ہے کہ مسئلہ کشمیر کے حل کے لیے پاکستان کی حمایت جاری رہے گی اور عوام کے حقوق کا تحفظ کیا جائے گا مظفرآباد میں اجلاس منعقد ہوا جس میں ترقیاتی منصوبوں کا جائزہ لیا گیا اور اعلان کیا گیا کہ 2016ء میں مزید سکیمیں شروع کی جائیں گی راولاکوٹ اور باغ کے عوام نے سڑکوں کی تعمیر کا مطالبہ کیا ہے جبکہ انتظامیہ نے یقین دہانی کرائی کہ کام جلد مکمل کیا جائے گا 2008ء میں انٹر میں نائن سی پیجی کے تحت وزیراعظم آزاد کشمیر نے عوام کی فلاح کے لیے منصوبوں کا اعلان کیا اور کہا کہ حکومت تعلیم اور صحت پر توجہ دے رہی ہے آزاد کشمیر کے وزیراعظم چوہدری عبدالمجید نے کہا ہے کہ مسئلہ کشمیر کے حل کے لیے پاکستان کی حمایت جاری رہے گی اور عوام کے حقوق کا تحفظ کیا جائے گا مظفرآباد میں اجلاس منعقد ہوا جس میں ترقیاتی منصوبوں کا جائزہ لیا گیا اور اعلان کیا گیا کہ 2016ء میں مزید سکیمیں شروع کی جائیں گی راولاکوٹ اور	[622, 453, 740, 823]
article-text: آزاد کشمیر کے وزیراعظم چوہدری عبدالمجید نے کہا ہے کہ مسئلہ کشمیر کے حل کے لیے پاکستان کی حمایت جاری رہے گی اور عوام کے حقوق کا تحفظ کیا جائے گا مظفرآباد میں اجلاس منعقد ہوا جس میں ترقیاتی منصوبوں کا جائزہ لیا گیا اور اعلان کیا گیا کہ 2016ء میں مزید سکیمیں شروع کی جائیں گی راولاکوٹ اور باغ کے عوام نے سڑکوں کی تعمیر کا مطالبہ کیا ہے جبکہ انتظامیہ نے یقین دہانی کرائی کہ کام جلد مکمل کیا جائے گا 2008ء میں انٹر میں نائن سی پیجی کے تحت وزیراعظم آزاد کشمیر نے عوام کی فلاح کے لیے منصوبوں کا اعلان کیا اور کہا کہ حکومت تعلیم اور صحت پر توجہ دے رہی ہے آزاد کشمیر کے وزیراعظم چوہدری عبدالمجید نے کہا ہے کہ مسئلہ کشمیر کے حل کے لیے پاکستان کی حمایت جاری رہے گی اور عوام کے حقوق کا تحفظ کیا جائے گا مظفرآباد میں اجلاس منعقد ہوا جس میں ترقیاتی منصوبوں کا جائزہ لیا گیا اور اعلان کیا گیا کہ 2016ء میں مزید سکیمیں شروع کی جائیں گی راولاکوٹ اور باغ کے عوام نے سڑکوں کی تعمیر کا مطالبہ کیا ہے جبکہ انتظامیہ نے یقین دہانی کرائی کہ کام جلد مکمل کیا جائے گا 2008ء میں انٹر میں نائن سی پیجی کے تحت وزیراعظم آزاد کشمیر نے عوام کی فلاح کے لیے منصوبوں کا اعلان کیا اور کہا کہ حکومت تعلیم اور صحت پر توجہ دے رہی ہے آزاد کشمیر کے وزیراعظم چوہدری عبدالمجید نے کہا ہے کہ مسئلہ کشمیر کے حل کے لیے پاکستان کی حمایت جاری رہے گی اور عوام کے حقوق کا تحفظ کیا جائے گا مظفرآباد میں اجلاس منعقد ہوا جس میں ترقیاتی منصوبوں کا جائزہ لیا گیا اور اعلان کیا گیا کہ 2016ء میں مزید سکیمیں شروع کی جائیں گی راولاکوٹ اور باغ کے عوام نے سڑکوں کی تعمیر کا مطالبہ کیا ہے جبکہ انتظامیہ نے یقین دہانی کرائی کہ کام جلد مکمل کیا جائے گا 2008ء میں انٹر میں نائن سی پیجی کے تحت وزیراعظم آزاد کشمیر نے عوام کی فلاح کے لیے منصوبوں کا اعلان کیا اور کہا کہ حکومت تعلیم اور صحت پر توجہ دے رہی ہے آزاد کشمیر ک	[127, 54, 245, 423]
section-rule-bar	[499, 556, 586, 572]
article-text: آزاد کشمیر کے وزیراعظم چوہدری عبدالمجید نے کہا ہے کہ مسئلہ کشمیر کے حل کے لیے پاکستان کی حمایت جاری رہے گی اور عوام کے حقوق کا تحفظ کیا جائے گا مظفرآباد میں اجلاس منعقد ہوا جس میں ترقیاتی منصوبوں کا جائزہ لیا گیا اور اعلان کیا گیا کہ 2016ء میں مزید سکیمیں شروع کی جائیں گی راولاکوٹ اور باغ کے عوام نے سڑکوں کی تعمیر کا مطالبہ کیا ہے جبکہ انتظامیہ نے یقین دہانی کرائی کہ کام جلد مکمل کیا جائے گا 2008ء میں انٹر میں نائن سی پیجی کے تحت وزیراعظم آزاد کشمیر نے عوام کی فلاح کے لیے منصوبوں کا اعلان کیا اور کہا کہ حکومت تعلیم اور صحت پر توجہ دے رہی ہے آزاد کشمیر کے وزیراعظم چوہدری عبدالمجید نے کہا ہے کہ مسئلہ کشمیر کے حل کے لیے پاکستان کی حمایت جاری رہے گی اور عوام کے حقوق کا تحفظ کیا جائے گا مظفرآباد میں اجلاس منعقد ہوا جس میں ترقیاتی منصوبوں کا جائزہ لیا گیا اور اعلان کیا گیا کہ 2016ء میں مزید سکیمیں شروع کی جائیں گی راولاکوٹ اور باغ کے عوام نے سڑکوں کی تعمیر کا مطالبہ کیا ہے جبکہ انتظامیہ نے یقین دہانی کرائی کہ کام جلد مکمل کیا جائے گا 2008ء میں انٹر میں نائن سی پیجی کے تحت وزیراعظم آزاد کشمیر نے عوام کی فلاح کے لیے منصوبوں کا اعلا	[375, 1364, 492, 1597]
section-header	[128, 829, 245, 851]
section-rule-bar	[252, 1168, 339, 1187]
section-rule-bar	[252, 715, 339, 731]
leaf-ornament-icon: ❦	[751, 1340, 764, 1359]
section-header	[128, 29, 245, 51]
article-text: آزاد کشمیر کے وزیراعظم چوہدری عبدالمجید نے کہا ہے کہ مسئلہ کشمیر کے حل کے لیے پاکستان کی حمایت جاری رہے گی اور عوام کے حقوق کا تحفظ کیا جائے گا مظفرآباد میں اجلاس منعقد ہوا جس میں ترقیاتی منصوبوں کا جائزہ لیا گیا اور اعلان کیا گیا کہ 2016ء میں مزید سکیمیں شروع کی جائیں گی راولاکوٹ اور باغ کے عوام نے سڑکوں کی تعمیر کا مطالبہ کیا ہے جبکہ انتظامیہ نے یقین دہانی کرائی کہ کام جلد مکمل کیا جائے گا 2008ء میں انٹر میں نائن سی پیجی کے تحت وزیراعظم آزاد کشمیر نے عوام کی فلاح کے لیے منصوبوں کا اعلان کیا اور کہا کہ حکومت تعلیم اور صحت پر توجہ دے رہی ہے آزاد کشمیر کے وزیراعظم چوہدری عبدالمجید نے کہا ہے کہ مسئلہ کشمیر کے حل کے لیے پاکستان کی حمایت جاری رہے گی اور عوام کے حقوق کا تحفظ کیا جائے گا مظفرآباد میں اجلاس منعقد ہوا جس میں ترقیاتی منصوبوں کا جائزہ لیا گیا اور اعلان کیا گیا کہ 2016ء میں مزید سکیمیں شروع کی جائیں گی راولاکوٹ اور باغ کے عوام نے سڑکوں کی تعمیر کا مطالبہ کیا ہے جبکہ انتظامیہ نے یقین دہانی کرائی کہ کام جلد مکمل کیا جائے گا 2008ء میں انٹر میں نائن سی پیجی کے تحت وزیراعظم آزاد کشمیر نے عوام کی فلاح کے لیے منصوبوں کا اعلا	[499, 840, 616, 1072]
section-rule-bar	[252, 257, 339, 276]
article-text: راولاکوٹ اور باغ کے عوام نے سڑکوں کی تعمیر کا مطالبہ کیا ہے جبکہ انتظامیہ نے یقین دہانی کرائی کہ کام جلد مکمل کیا جائے گا 2008ء میں انٹر میں نائن سی پیجی کے تحت وزیراعظم آزاد کشمیر نے عوام کی فلاح کے لیے منصوبوں کا اعلان کیا اور کہا کہ حکومت تعلیم اور صحت پر توجہ دے رہی ہے آزاد کشمیر کے وزیراعظم چوہدری عبدالمجید نے کہا ہے کہ مسئلہ کشمیر کے حل کے لیے پاکستان کی حمایت جاری رہے گی اور عوام کے حقوق کا تحفظ کیا جائے گا مظفرآباد میں اجلاس منعقد ہوا جس میں ترقیاتی منصوبوں کا جائزہ لیا گیا اور اعلان کیا گیا کہ 2016ء میں مزید سکیمیں شروع کی جائیں گی راولاکوٹ اور باغ کے عوام نے سڑکوں کی تعمیر کا مطالبہ کیا ہے جبکہ انتظامیہ نے یقین دہانی کرائی کہ کام جلد مکمل کیا جائے گا 2008ء میں انٹر میں نائن سی پیجی کے تحت وزیراعظم آزاد کشمیر نے عوام کی فلاح کے لیے منصوبوں کا اعلان کیا اور	[870, 660, 987, 832]
section-rule-bar	[375, 294, 462, 310]
article-text: مظفرآباد میں اجلاس منعقد ہوا جس میں ترقیاتی منصوبوں کا جائزہ لیا گیا اور اعلان کیا گیا کہ 2016ء میں مزید سکیمیں شروع کی جائیں گی راولاکوٹ اور باغ کے عوام نے سڑکوں کی تعمیر کا مطالبہ کیا ہے جبکہ انتظامیہ نے یقین دہانی کرائی کہ کام جلد مکمل کیا جائے گا 2008ء میں انٹر میں نائن سی پیجی کے تحت وزیراعظم آزاد کشمیر نے عوام کی فلاح کے لیے منصوبوں کا اعلان کیا اور کہا کہ حکومت تعلیم اور صحت پر توجہ دے رہی ہے آزاد کشمیر کے وزیراعظم چوہدری عبدالمجید نے کہا ہے کہ مسئلہ کشمیر کے حل کے لیے پاکستان کی حمایت جاری رہے گی اور عوام کے حقوق کا تحفظ کیا جائے گا مظفرآباد میں اجلاس منعقد ہوا جس میں ترقیاتی منصوبوں کا جائزہ لیا گیا اور اعلان کیا گیا کہ 2016ء میں مزید سکیمیں شروع کی جائیں گی راولاکوٹ اور باغ کے عوام نے سڑکوں کی تعمیر کا مطالبہ کیا ہے جبکہ انتظامیہ نے یقین دہانی کرائی کہ کام جلد مکمل کیا جائے گا 2008ء میں انٹر میں نائن سی پیجی کے تحت وزیراعظم آزاد کشمیر نے عوام کی فلاح کے لیے منصوبوں کا اعلان کیا اور کہا کہ حکومت تعلیم اور صحت پر توجہ دے رہی ہے آزاد کشمیر کے وزیراعظم چوہدری عبدالمجید نے کہا ہے کہ مسئلہ کشمیر کے حل کے لیے پاکستان کی ح	[499, 54, 616, 286]
section-number-badge: 34	[340, 713, 368, 733]
section-header	[375, 553, 492, 575]
leaf-ornament-icon: ❦	[874, 1242, 888, 1260]
section-rule-bar	[870, 638, 957, 654]
